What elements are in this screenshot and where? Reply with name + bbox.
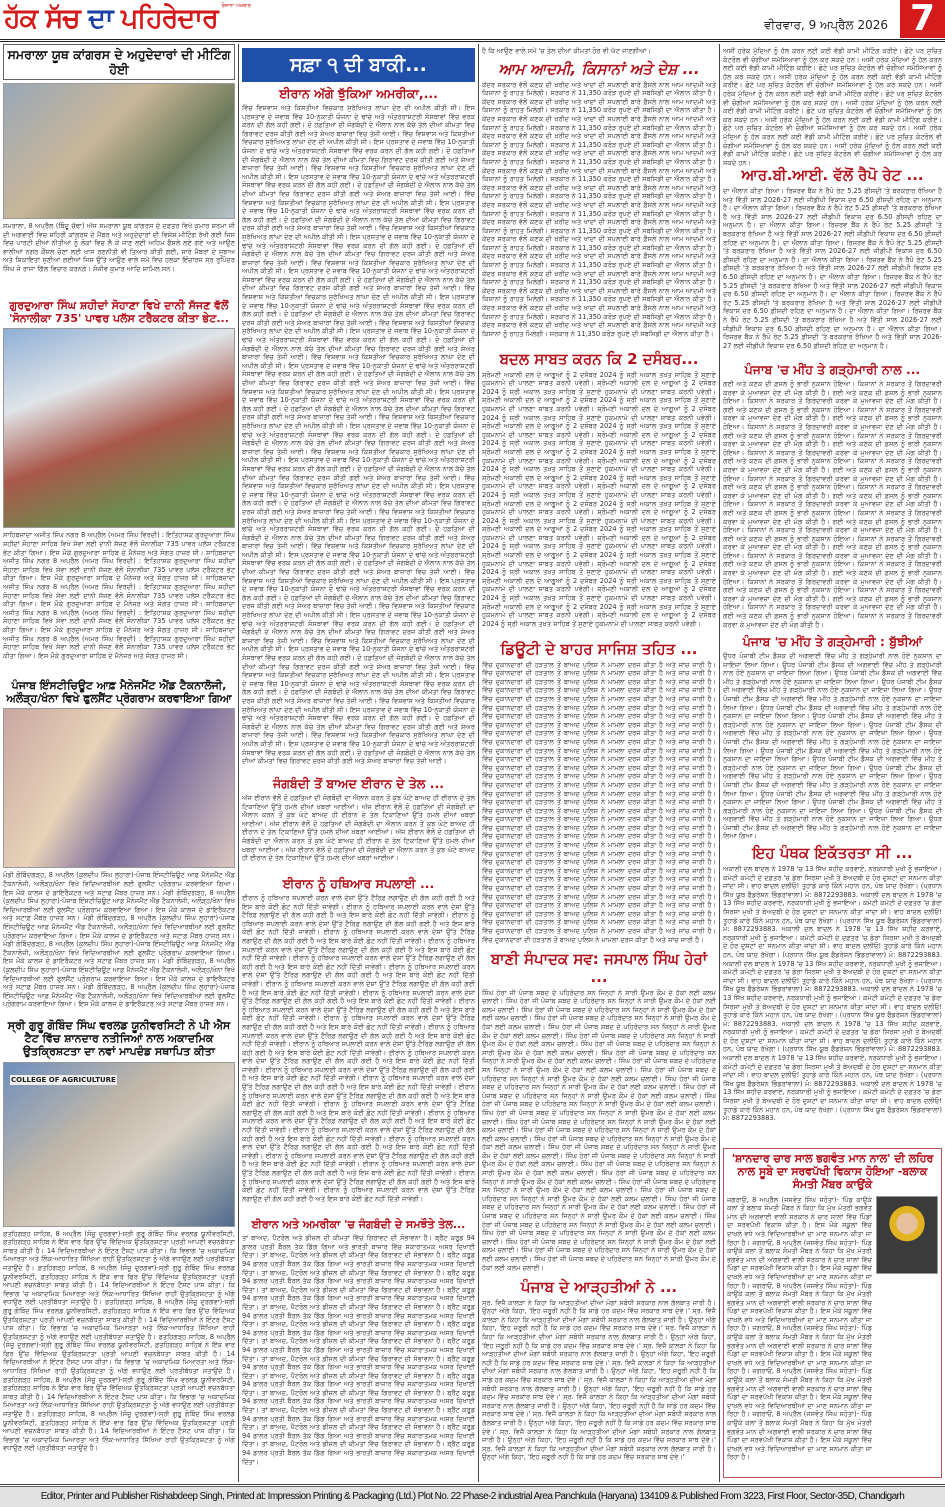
- article-body: ਸਮਰਾਲਾ, 8 ਅਪ੍ਰੈਲ (ਬਿੰਦੂ ਚੱਢਾ) ਅੱਜ ਸਮਰਾਲਾ ਯੂਥ ਕਾਂਗਰਸ ਦੇ ਦਫ਼ਤਰ ਵਿਖੇ ਕੁਮਾਰ ਸ਼ਰਮਾ ਜੀ ਦੀ ਅਗਵਾਈ ਵਿਚ ਸ਼ਹਿਰੀ ਕਾਂਗਰਸ ਦੇ ਮੈਂਬਰ ਅਤੇ ਅਹੁਦੇਦਾਰਾਂ ਦੀ ਵਿਸ਼ੇਸ਼ ਮੀਟਿੰਗ ਰੱਖੀ ਗਈ ਜਿਸ ਵਿਚ ਪਾਰਟੀ ਦੀਆਂ ਨੀਤੀਆਂ ਨੂੰ ਲੋਕਾਂ ਵਿਚ ਲੈ ਕੇ ਜਾਣ ਲਈ ਅਹਿਮ ਫੈਸਲੇ ਲਏ ਗਏ ਅਤੇ ਆਉਣ ਵਾਲੀਆਂ ਨਗਰ ਕੌਂਸਲ ਚੋਣਾਂ ਲਈ ਖਾਸ ਰਣਨੀਤੀ ਵੀ ਤਿਆਰ ਕੀਤੀ ਗਈ, ਸਾਰੇ ਮੈਂਬਰਾਂ ਦੇ ਸੁਝਾਅ ਅਤੇ ਸ਼ਿਕਾਇਤਾਂ ਸੁਣੀਆਂ ਗਈਆਂ ਜਿਸ ਉੱਤੇ ਆਉਣ ਵਾਲੇ ਸਮੇਂ ਵਿਚ ਹਲਕਾ ਇੰਚਾਰਜ ਸ੍ਰ ਰੁਪਿੰਦਰ ਸਿੰਘ ਜੋ ਰਾਜਾ ਗਿੱਲ ਵਿਚਾਰ ਕਰਨਗੇ। ਸੰਜੀਵ ਕੁਮਾਰ ਆਦਿ ਸ਼ਾਮਿਲ ਸਨ।: [3, 222, 235, 273]
- logo-tagline: ਰੋਜ਼ਾਨਾ ਅਖ਼ਬਾਰ: [221, 3, 251, 9]
- continued-block: [723, 44, 942, 166]
- column-divider: [719, 44, 720, 1482]
- article-duty-conspiracy: [482, 640, 716, 950]
- column-divider: [238, 44, 239, 1482]
- continued-text: ਅਸੀਂ ਹਰੇਕ ਮੁੱਦਿਆਂ ਨੂੰ ਹੱਲ ਕਰਨ ਲਈ ਕਈ ਵੱਡੀ ਕਾਮੀ ਮੀਟਿੰਗ ਕਰੀਏ। ਛੋਟੇ ਪਰ ਸੁਚਿਤ ਕੰਟਰੋਲ ਵੀ ਚੰਗੀਆਂ ਸਮੱਸਿਆਵਾਂ ਨੂੰ ਹੱਲ ਕਰ ਸਕਦੇ ਹਨ। ਅਸੀਂ ਹਰੇਕ ਮੁੱਦਿਆਂ ਨੂੰ ਹੱਲ ਕਰਨ ਲਈ ਕਈ ਵੱਡੀ ਕਾਮੀ ਮੀਟਿੰਗ ਕਰੀਏ। ਛੋਟੇ ਪਰ ਸੁਚਿਤ ਕੰਟਰੋਲ ਵੀ ਚੰਗੀਆਂ ਸਮੱਸਿਆਵਾਂ ਨੂੰ ਹੱਲ ਕਰ ਸਕਦੇ ਹਨ। ਅਸੀਂ ਹਰੇਕ ਮੁੱਦਿਆਂ ਨੂੰ ਹੱਲ ਕਰਨ ਲਈ ਕਈ ਵੱਡੀ ਕਾਮੀ ਮੀਟਿੰਗ ਕਰੀਏ। ਛੋਟੇ ਪਰ ਸੁਚਿਤ ਕੰਟਰੋਲ ਵੀ ਚੰਗੀਆਂ ਸਮੱਸਿਆਵਾਂ ਨੂੰ ਹੱਲ ਕਰ ਸਕਦੇ ਹਨ। ਅਸੀਂ ਹਰੇਕ ਮੁੱਦਿਆਂ ਨੂੰ ਹੱਲ ਕਰਨ ਲਈ ਕਈ ਵੱਡੀ ਕਾਮੀ ਮੀਟਿੰਗ ਕਰੀਏ। ਛੋਟੇ ਪਰ ਸੁਚਿਤ ਕੰਟਰੋਲ ਵੀ ਚੰਗੀਆਂ ਸਮੱਸਿਆਵਾਂ ਨੂੰ ਹੱਲ ਕਰ ਸਕਦੇ ਹਨ। ਅਸੀਂ ਹਰੇਕ ਮੁੱਦਿਆਂ ਨੂੰ ਹੱਲ ਕਰਨ ਲਈ ਕਈ ਵੱਡੀ ਕਾਮੀ ਮੀਟਿੰਗ ਕਰੀਏ। ਛੋਟੇ ਪਰ ਸੁਚਿਤ ਕੰਟਰੋਲ ਵੀ ਚੰਗੀਆਂ ਸਮੱਸਿਆਵਾਂ ਨੂੰ ਹੱਲ ਕਰ ਸਕਦੇ ਹਨ। ਅਸੀਂ ਹਰੇਕ ਮੁੱਦਿਆਂ ਨੂੰ ਹੱਲ ਕਰਨ ਲਈ ਕਈ ਵੱਡੀ ਕਾਮੀ ਮੀਟਿੰਗ ਕਰੀਏ। ਛੋਟੇ ਪਰ ਸੁਚਿਤ ਕੰਟਰੋਲ ਵੀ ਚੰਗੀਆਂ ਸਮੱਸਿਆਵਾਂ ਨੂੰ ਹੱਲ ਕਰ ਸਕਦੇ ਹਨ। ਅਸੀਂ ਹਰੇਕ ਮੁੱਦਿਆਂ ਨੂੰ ਹੱਲ ਕਰਨ ਲਈ ਕਈ ਵੱਡੀ ਕਾਮੀ ਮੀਟਿੰਗ ਕਰੀਏ। ਛੋਟੇ ਪਰ ਸੁਚਿਤ ਕੰਟਰੋਲ ਵੀ ਚੰਗੀਆਂ ਸਮੱਸਿਆਵਾਂ ਨੂੰ ਹੱਲ ਕਰ ਸਕਦੇ ਹਨ। ਅਸੀਂ ਹਰੇਕ ਮੁੱਦਿਆਂ ਨੂੰ ਹੱਲ ਕਰਨ ਲਈ ਕਈ ਵੱਡੀ ਕਾਮੀ ਮੀਟਿੰਗ ਕਰੀਏ। ਛੋਟੇ ਪਰ ਸੁਚਿਤ ਕੰਟਰੋਲ ਵੀ ਚੰਗੀਆਂ ਸਮੱਸਿਆਵਾਂ ਨੂੰ ਹੱਲ ਕਰ ਸਕਦੇ ਹਨ।: [723, 47, 942, 166]
- article-body: ਸ੍ਰ. ਵਿਜੈ ਕਾਲੜਾ ਨੇ ਕਿਹਾ ਕਿ ਆੜ੍ਹਤੀਆਂ ਦੀਆਂ ਮੰਗਾਂ ਸਬੰਧੀ ਸਰਕਾਰ ਨਾਲ ਗੱਲਬਾਤ ਜਾਰੀ ਹੈ। ਉਨ੍ਹਾਂ ਅੱਗੇ ਕਿਹਾ, 'ਇਹ ਜ਼ਰੂਰੀ ਨਹੀਂ ਹੈ ਕਿ ਸਾਡੇ ਹਰ ਕਦਮ ਵਿੱਚ ਸਰਕਾਰ ਸਾਥ ਦੇਵੇ।' ਸ੍ਰ. ਵਿਜੈ ਕਾਲੜਾ ਨੇ ਕਿਹਾ ਕਿ ਆੜ੍ਹਤੀਆਂ ਦੀਆਂ ਮੰਗਾਂ ਸਬੰਧੀ ਸਰਕਾਰ ਨਾਲ ਗੱਲਬਾਤ ਜਾਰੀ ਹੈ। ਉਨ੍ਹਾਂ ਅੱਗੇ ਕਿਹਾ, 'ਇਹ ਜ਼ਰੂਰੀ ਨਹੀਂ ਹੈ ਕਿ ਸਾਡੇ ਹਰ ਕਦਮ ਵਿੱਚ ਸਰਕਾਰ ਸਾਥ ਦੇਵੇ।' ਸ੍ਰ. ਵਿਜੈ ਕਾਲੜਾ ਨੇ ਕਿਹਾ ਕਿ ਆੜ੍ਹਤੀਆਂ ਦੀਆਂ ਮੰਗਾਂ ਸਬੰਧੀ ਸਰਕਾਰ ਨਾਲ ਗੱਲਬਾਤ ਜਾਰੀ ਹੈ। ਉਨ੍ਹਾਂ ਅੱਗੇ ਕਿਹਾ, 'ਇਹ ਜ਼ਰੂਰੀ ਨਹੀਂ ਹੈ ਕਿ ਸਾਡੇ ਹਰ ਕਦਮ ਵਿੱਚ ਸਰਕਾਰ ਸਾਥ ਦੇਵੇ।' ਸ੍ਰ. ਵਿਜੈ ਕਾਲੜਾ ਨੇ ਕਿਹਾ ਕਿ ਆੜ੍ਹਤੀਆਂ ਦੀਆਂ ਮੰਗਾਂ ਸਬੰਧੀ ਸਰਕਾਰ ਨਾਲ ਗੱਲਬਾਤ ਜਾਰੀ ਹੈ। ਉਨ੍ਹਾਂ ਅੱਗੇ ਕਿਹਾ, 'ਇਹ ਜ਼ਰੂਰੀ ਨਹੀਂ ਹੈ ਕਿ ਸਾਡੇ ਹਰ ਕਦਮ ਵਿੱਚ ਸਰਕਾਰ ਸਾਥ ਦੇਵੇ।' ਸ੍ਰ. ਵਿਜੈ ਕਾਲੜਾ ਨੇ ਕਿਹਾ ਕਿ ਆੜ੍ਹਤੀਆਂ ਦੀਆਂ ਮੰਗਾਂ ਸਬੰਧੀ ਸਰਕਾਰ ਨਾਲ ਗੱਲਬਾਤ ਜਾਰੀ ਹੈ। ਉਨ੍ਹਾਂ ਅੱਗੇ ਕਿਹਾ, 'ਇਹ ਜ਼ਰੂਰੀ ਨਹੀਂ ਹੈ ਕਿ ਸਾਡੇ ਹਰ ਕਦਮ ਵਿੱਚ ਸਰਕਾਰ ਸਾਥ ਦੇਵੇ।' ਸ੍ਰ. ਵਿਜੈ ਕਾਲੜਾ ਨੇ ਕਿਹਾ ਕਿ ਆੜ੍ਹਤੀਆਂ ਦੀਆਂ ਮੰਗਾਂ ਸਬੰਧੀ ਸਰਕਾਰ ਨਾਲ ਗੱਲਬਾਤ ਜਾਰੀ ਹੈ। ਉਨ੍ਹਾਂ ਅੱਗੇ ਕਿਹਾ, 'ਇਹ ਜ਼ਰੂਰੀ ਨਹੀਂ ਹੈ ਕਿ ਸਾਡੇ ਹਰ ਕਦਮ ਵਿੱਚ ਸਰਕਾਰ ਸਾਥ ਦੇਵੇ।' ਸ੍ਰ. ਵਿਜੈ ਕਾਲੜਾ ਨੇ ਕਿਹਾ ਕਿ ਆੜ੍ਹਤੀਆਂ ਦੀਆਂ ਮੰਗਾਂ ਸਬੰਧੀ ਸਰਕਾਰ ਨਾਲ ਗੱਲਬਾਤ ਜਾਰੀ ਹੈ। ਉਨ੍ਹਾਂ ਅੱਗੇ ਕਿਹਾ, 'ਇਹ ਜ਼ਰੂਰੀ ਨਹੀਂ ਹੈ ਕਿ ਸਾਡੇ ਹਰ ਕਦਮ ਵਿੱਚ ਸਰਕਾਰ ਸਾਥ ਦੇਵੇ।' ਸ੍ਰ. ਵਿਜੈ ਕਾਲੜਾ ਨੇ ਕਿਹਾ ਕਿ ਆੜ੍ਹਤੀਆਂ ਦੀਆਂ ਮੰਗਾਂ ਸਬੰਧੀ ਸਰਕਾਰ ਨਾਲ ਗੱਲਬਾਤ ਜਾਰੀ ਹੈ। ਉਨ੍ਹਾਂ ਅੱਗੇ ਕਿਹਾ, 'ਇਹ ਜ਼ਰੂਰੀ ਨਹੀਂ ਹੈ ਕਿ ਸਾਡੇ ਹਰ ਕਦਮ ਵਿੱਚ ਸਰਕਾਰ ਸਾਥ ਦੇਵੇ।' ਸ੍ਰ. ਵਿਜੈ ਕਾਲੜਾ ਨੇ ਕਿਹਾ ਕਿ ਆੜ੍ਹਤੀਆਂ ਦੀਆਂ ਮੰਗਾਂ ਸਬੰਧੀ ਸਰਕਾਰ ਨਾਲ ਗੱਲਬਾਤ ਜਾਰੀ ਹੈ। ਉਨ੍ਹਾਂ ਅੱਗੇ ਕਿਹਾ, 'ਇਹ ਜ਼ਰੂਰੀ ਨਹੀਂ ਹੈ ਕਿ ਸਾਡੇ ਹਰ ਕਦਮ ਵਿੱਚ ਸਰਕਾਰ ਸਾਥ ਦੇਵੇ।' ਸ੍ਰ. ਵਿਜੈ ਕਾਲੜਾ ਨੇ ਕਿਹਾ ਕਿ ਆੜ੍ਹਤੀਆਂ ਦੀਆਂ ਮੰਗਾਂ ਸਬੰਧੀ ਸਰਕਾਰ ਨਾਲ ਗੱਲਬਾਤ ਜਾਰੀ ਹੈ। ਉਨ੍ਹਾਂ ਅੱਗੇ ਕਿਹਾ, 'ਇਹ ਜ਼ਰੂਰੀ ਨਹੀਂ ਹੈ ਕਿ ਸਾਡੇ ਹਰ ਕਦਮ ਵਿੱਚ ਸਰਕਾਰ ਸਾਥ ਦੇਵੇ।': [482, 1298, 716, 1462]
- article-headline: ਗੁਰਦੁਆਰਾ ਸਿੰਘ ਸ਼ਹੀਦਾਂ ਸੋਹਾਣਾ ਵਿਖੇ ਦਾਨੀ ਸੱਜਣ ਵੱਲੋਂ 'ਸੋਨਾਲੀਕਾ 735' ਪਾਵਰ ਪਲੱਸ ਟਰੈਕਟਰ ਕੀਤਾ ਭੇਟ...: [9, 299, 229, 326]
- photo-signage: COLLEGE OF AGRICULTURE: [11, 1075, 116, 1084]
- article-headline: ਆਮ ਆਦਮੀ, ਕਿਸਾਨਾਂ ਅਤੇ ਦੇਸ਼ ...: [498, 59, 700, 78]
- page-number: 7: [900, 0, 945, 38]
- article-rain-hail: [723, 362, 942, 634]
- article-body: ਸਿੰਘ ਹੇਰਾਂ ਜੀ ਪੰਜਾਬ ਸ਼ਬਦ ਦੇ ਪਹਿਰੇਦਾਰ ਸਨ ਜਿਨ੍ਹਾਂ ਨੇ ਸਾਰੀ ਉਮਰ ਕੌਮ ਦੇ ਹੱਕਾਂ ਲਈ ਕਲਮ ਚਲਾਈ। ਸਿੰਘ ਹੇਰਾਂ ਜੀ ਪੰਜਾਬ ਸ਼ਬਦ ਦੇ ਪਹਿਰੇਦਾਰ ਸਨ ਜਿਨ੍ਹਾਂ ਨੇ ਸਾਰੀ ਉਮਰ ਕੌਮ ਦੇ ਹੱਕਾਂ ਲਈ ਕਲਮ ਚਲਾਈ। ਸਿੰਘ ਹੇਰਾਂ ਜੀ ਪੰਜਾਬ ਸ਼ਬਦ ਦੇ ਪਹਿਰੇਦਾਰ ਸਨ ਜਿਨ੍ਹਾਂ ਨੇ ਸਾਰੀ ਉਮਰ ਕੌਮ ਦੇ ਹੱਕਾਂ ਲਈ ਕਲਮ ਚਲਾਈ। ਸਿੰਘ ਹੇਰਾਂ ਜੀ ਪੰਜਾਬ ਸ਼ਬਦ ਦੇ ਪਹਿਰੇਦਾਰ ਸਨ ਜਿਨ੍ਹਾਂ ਨੇ ਸਾਰੀ ਉਮਰ ਕੌਮ ਦੇ ਹੱਕਾਂ ਲਈ ਕਲਮ ਚਲਾਈ। ਸਿੰਘ ਹੇਰਾਂ ਜੀ ਪੰਜਾਬ ਸ਼ਬਦ ਦੇ ਪਹਿਰੇਦਾਰ ਸਨ ਜਿਨ੍ਹਾਂ ਨੇ ਸਾਰੀ ਉਮਰ ਕੌਮ ਦੇ ਹੱਕਾਂ ਲਈ ਕਲਮ ਚਲਾਈ। ਸਿੰਘ ਹੇਰਾਂ ਜੀ ਪੰਜਾਬ ਸ਼ਬਦ ਦੇ ਪਹਿਰੇਦਾਰ ਸਨ ਜਿਨ੍ਹਾਂ ਨੇ ਸਾਰੀ ਉਮਰ ਕੌਮ ਦੇ ਹੱਕਾਂ ਲਈ ਕਲਮ ਚਲਾਈ। ਸਿੰਘ ਹੇਰਾਂ ਜੀ ਪੰਜਾਬ ਸ਼ਬਦ ਦੇ ਪਹਿਰੇਦਾਰ ਸਨ ਜਿਨ੍ਹਾਂ ਨੇ ਸਾਰੀ ਉਮਰ ਕੌਮ ਦੇ ਹੱਕਾਂ ਲਈ ਕਲਮ ਚਲਾਈ। ਸਿੰਘ ਹੇਰਾਂ ਜੀ ਪੰਜਾਬ ਸ਼ਬਦ ਦੇ ਪਹਿਰੇਦਾਰ ਸਨ ਜਿਨ੍ਹਾਂ ਨੇ ਸਾਰੀ ਉਮਰ ਕੌਮ ਦੇ ਹੱਕਾਂ ਲਈ ਕਲਮ ਚਲਾਈ। ਸਿੰਘ ਹੇਰਾਂ ਜੀ ਪੰਜਾਬ ਸ਼ਬਦ ਦੇ ਪਹਿਰੇਦਾਰ ਸਨ ਜਿਨ੍ਹਾਂ ਨੇ ਸਾਰੀ ਉਮਰ ਕੌਮ ਦੇ ਹੱਕਾਂ ਲਈ ਕਲਮ ਚਲਾਈ। ਸਿੰਘ ਹੇਰਾਂ ਜੀ ਪੰਜਾਬ ਸ਼ਬਦ ਦੇ ਪਹਿਰੇਦਾਰ ਸਨ ਜਿਨ੍ਹਾਂ ਨੇ ਸਾਰੀ ਉਮਰ ਕੌਮ ਦੇ ਹੱਕਾਂ ਲਈ ਕਲਮ ਚਲਾਈ। ਸਿੰਘ ਹੇਰਾਂ ਜੀ ਪੰਜਾਬ ਸ਼ਬਦ ਦੇ ਪਹਿਰੇਦਾਰ ਸਨ ਜਿਨ੍ਹਾਂ ਨੇ ਸਾਰੀ ਉਮਰ ਕੌਮ ਦੇ ਹੱਕਾਂ ਲਈ ਕਲਮ ਚਲਾਈ। ਸਿੰਘ ਹੇਰਾਂ ਜੀ ਪੰਜਾਬ ਸ਼ਬਦ ਦੇ ਪਹਿਰੇਦਾਰ ਸਨ ਜਿਨ੍ਹਾਂ ਨੇ ਸਾਰੀ ਉਮਰ ਕੌਮ ਦੇ ਹੱਕਾਂ ਲਈ ਕਲਮ ਚਲਾਈ। ਸਿੰਘ ਹੇਰਾਂ ਜੀ ਪੰਜਾਬ ਸ਼ਬਦ ਦੇ ਪਹਿਰੇਦਾਰ ਸਨ ਜਿਨ੍ਹਾਂ ਨੇ ਸਾਰੀ ਉਮਰ ਕੌਮ ਦੇ ਹੱਕਾਂ ਲਈ ਕਲਮ ਚਲਾਈ। ਸਿੰਘ ਹੇਰਾਂ ਜੀ ਪੰਜਾਬ ਸ਼ਬਦ ਦੇ ਪਹਿਰੇਦਾਰ ਸਨ ਜਿਨ੍ਹਾਂ ਨੇ ਸਾਰੀ ਉਮਰ ਕੌਮ ਦੇ ਹੱਕਾਂ ਲਈ ਕਲਮ ਚਲਾਈ। ਸਿੰਘ ਹੇਰਾਂ ਜੀ ਪੰਜਾਬ ਸ਼ਬਦ ਦੇ ਪਹਿਰੇਦਾਰ ਸਨ ਜਿਨ੍ਹਾਂ ਨੇ ਸਾਰੀ ਉਮਰ ਕੌਮ ਦੇ ਹੱਕਾਂ ਲਈ ਕਲਮ ਚਲਾਈ। ਸਿੰਘ ਹੇਰਾਂ ਜੀ ਪੰਜਾਬ ਸ਼ਬਦ ਦੇ ਪਹਿਰੇਦਾਰ ਸਨ ਜਿਨ੍ਹਾਂ ਨੇ ਸਾਰੀ ਉਮਰ ਕੌਮ ਦੇ ਹੱਕਾਂ ਲਈ ਕਲਮ ਚਲਾਈ। ਸਿੰਘ ਹੇਰਾਂ ਜੀ ਪੰਜਾਬ ਸ਼ਬਦ ਦੇ ਪਹਿਰੇਦਾਰ ਸਨ ਜਿਨ੍ਹਾਂ ਨੇ ਸਾਰੀ ਉਮਰ ਕੌਮ ਦੇ ਹੱਕਾਂ ਲਈ ਕਲਮ ਚਲਾਈ। ਸਿੰਘ ਹੇਰਾਂ ਜੀ ਪੰਜਾਬ ਸ਼ਬਦ ਦੇ ਪਹਿਰੇਦਾਰ ਸਨ ਜਿਨ੍ਹਾਂ ਨੇ ਸਾਰੀ ਉਮਰ ਕੌਮ ਦੇ ਹੱਕਾਂ ਲਈ ਕਲਮ ਚਲਾਈ। ਸਿੰਘ ਹੇਰਾਂ ਜੀ ਪੰਜਾਬ ਸ਼ਬਦ ਦੇ ਪਹਿਰੇਦਾਰ ਸਨ ਜਿਨ੍ਹਾਂ ਨੇ ਸਾਰੀ ਉਮਰ ਕੌਮ ਦੇ ਹੱਕਾਂ ਲਈ ਕਲਮ ਚਲਾਈ। ਸਿੰਘ ਹੇਰਾਂ ਜੀ ਪੰਜਾਬ ਸ਼ਬਦ ਦੇ ਪਹਿਰੇਦਾਰ ਸਨ ਜਿਨ੍ਹਾਂ ਨੇ ਸਾਰੀ ਉਮਰ ਕੌਮ ਦੇ ਹੱਕਾਂ ਲਈ ਕਲਮ ਚਲਾਈ। ਸਿੰਘ ਹੇਰਾਂ ਜੀ ਪੰਜਾਬ ਸ਼ਬਦ ਦੇ ਪਹਿਰੇਦਾਰ ਸਨ ਜਿਨ੍ਹਾਂ ਨੇ ਸਾਰੀ ਉਮਰ ਕੌਮ ਦੇ ਹੱਕਾਂ ਲਈ ਕਲਮ ਚਲਾਈ। ਸਿੰਘ ਹੇਰਾਂ ਜੀ ਪੰਜਾਬ ਸ਼ਬਦ ਦੇ ਪਹਿਰੇਦਾਰ ਸਨ ਜਿਨ੍ਹਾਂ ਨੇ ਸਾਰੀ ਉਮਰ ਕੌਮ ਦੇ ਹੱਕਾਂ ਲਈ ਕਲਮ ਚਲਾਈ। ਸਿੰਘ ਹੇਰਾਂ ਜੀ ਪੰਜਾਬ ਸ਼ਬਦ ਦੇ ਪਹਿਰੇਦਾਰ ਸਨ ਜਿਨ੍ਹਾਂ ਨੇ ਸਾਰੀ ਉਮਰ ਕੌਮ ਦੇ ਹੱਕਾਂ ਲਈ ਕਲਮ ਚਲਾਈ। ਸਿੰਘ ਹੇਰਾਂ ਜੀ ਪੰਜਾਬ ਸ਼ਬਦ ਦੇ ਪਹਿਰੇਦਾਰ ਸਨ ਜਿਨ੍ਹਾਂ ਨੇ ਸਾਰੀ ਉਮਰ ਕੌਮ ਦੇ ਹੱਕਾਂ ਲਈ ਕਲਮ ਚਲਾਈ। ਸਿੰਘ ਹੇਰਾਂ ਜੀ ਪੰਜਾਬ ਸ਼ਬਦ ਦੇ ਪਹਿਰੇਦਾਰ ਸਨ ਜਿਨ੍ਹਾਂ ਨੇ ਸਾਰੀ ਉਮਰ ਕੌਮ ਦੇ ਹੱਕਾਂ ਲਈ ਕਲਮ ਚਲਾਈ। ਸਿੰਘ ਹੇਰਾਂ ਜੀ ਪੰਜਾਬ ਸ਼ਬਦ ਦੇ ਪਹਿਰੇਦਾਰ ਸਨ ਜਿਨ੍ਹਾਂ ਨੇ ਸਾਰੀ ਉਮਰ ਕੌਮ ਦੇ ਹੱਕਾਂ ਲਈ ਕਲਮ ਚਲਾਈ। ਸਿੰਘ ਹੇਰਾਂ ਜੀ ਪੰਜਾਬ ਸ਼ਬਦ ਦੇ ਪਹਿਰੇਦਾਰ ਸਨ ਜਿਨ੍ਹਾਂ ਨੇ ਸਾਰੀ ਉਮਰ ਕੌਮ ਦੇ ਹੱਕਾਂ ਲਈ ਕਲਮ ਚਲਾਈ। ਸਿੰਘ ਹੇਰਾਂ ਜੀ ਪੰਜਾਬ ਸ਼ਬਦ ਦੇ ਪਹਿਰੇਦਾਰ ਸਨ ਜਿਨ੍ਹਾਂ ਨੇ ਸਾਰੀ ਉਮਰ ਕੌਮ ਦੇ ਹੱਕਾਂ ਲਈ ਕਲਮ ਚਲਾਈ। ਸਿੰਘ ਹੇਰਾਂ ਜੀ ਪੰਜਾਬ ਸ਼ਬਦ ਦੇ ਪਹਿਰੇਦਾਰ ਸਨ ਜਿਨ੍ਹਾਂ ਨੇ ਸਾਰੀ ਉਮਰ ਕੌਮ ਦੇ ਹੱਕਾਂ ਲਈ ਕਲਮ ਚਲਾਈ। ਸਿੰਘ ਹੇਰਾਂ ਜੀ ਪੰਜਾਬ ਸ਼ਬਦ ਦੇ ਪਹਿਰੇਦਾਰ ਸਨ ਜਿਨ੍ਹਾਂ ਨੇ ਸਾਰੀ ਉਮਰ ਕੌਮ ਦੇ ਹੱਕਾਂ ਲਈ ਕਲਮ ਚਲਾਈ।: [482, 988, 716, 1272]
- article-ceasefire-oil: [242, 1218, 475, 1476]
- article-body: ਵਿੱਚ ਦੁਕਾਨਦਾਰਾਂ ਦੀ ਹੜਤਾਲ ਤੋਂ ਬਾਅਦ ਪੁਲਿਸ ਨੇ ਮਾਮਲਾ ਦਰਜ ਕੀਤਾ ਹੈ ਅਤੇ ਜਾਂਚ ਜਾਰੀ ਹੈ। ਵਿੱਚ ਦੁਕਾਨਦਾਰਾਂ ਦੀ ਹੜਤਾਲ ਤੋਂ ਬਾਅਦ ਪੁਲਿਸ ਨੇ ਮਾਮਲਾ ਦਰਜ ਕੀਤਾ ਹੈ ਅਤੇ ਜਾਂਚ ਜਾਰੀ ਹੈ। ਵਿੱਚ ਦੁਕਾਨਦਾਰਾਂ ਦੀ ਹੜਤਾਲ ਤੋਂ ਬਾਅਦ ਪੁਲਿਸ ਨੇ ਮਾਮਲਾ ਦਰਜ ਕੀਤਾ ਹੈ ਅਤੇ ਜਾਂਚ ਜਾਰੀ ਹੈ। ਵਿੱਚ ਦੁਕਾਨਦਾਰਾਂ ਦੀ ਹੜਤਾਲ ਤੋਂ ਬਾਅਦ ਪੁਲਿਸ ਨੇ ਮਾਮਲਾ ਦਰਜ ਕੀਤਾ ਹੈ ਅਤੇ ਜਾਂਚ ਜਾਰੀ ਹੈ। ਵਿੱਚ ਦੁਕਾਨਦਾਰਾਂ ਦੀ ਹੜਤਾਲ ਤੋਂ ਬਾਅਦ ਪੁਲਿਸ ਨੇ ਮਾਮਲਾ ਦਰਜ ਕੀਤਾ ਹੈ ਅਤੇ ਜਾਂਚ ਜਾਰੀ ਹੈ। ਵਿੱਚ ਦੁਕਾਨਦਾਰਾਂ ਦੀ ਹੜਤਾਲ ਤੋਂ ਬਾਅਦ ਪੁਲਿਸ ਨੇ ਮਾਮਲਾ ਦਰਜ ਕੀਤਾ ਹੈ ਅਤੇ ਜਾਂਚ ਜਾਰੀ ਹੈ। ਵਿੱਚ ਦੁਕਾਨਦਾਰਾਂ ਦੀ ਹੜਤਾਲ ਤੋਂ ਬਾਅਦ ਪੁਲਿਸ ਨੇ ਮਾਮਲਾ ਦਰਜ ਕੀਤਾ ਹੈ ਅਤੇ ਜਾਂਚ ਜਾਰੀ ਹੈ। ਵਿੱਚ ਦੁਕਾਨਦਾਰਾਂ ਦੀ ਹੜਤਾਲ ਤੋਂ ਬਾਅਦ ਪੁਲਿਸ ਨੇ ਮਾਮਲਾ ਦਰਜ ਕੀਤਾ ਹੈ ਅਤੇ ਜਾਂਚ ਜਾਰੀ ਹੈ। ਵਿੱਚ ਦੁਕਾਨਦਾਰਾਂ ਦੀ ਹੜਤਾਲ ਤੋਂ ਬਾਅਦ ਪੁਲਿਸ ਨੇ ਮਾਮਲਾ ਦਰਜ ਕੀਤਾ ਹੈ ਅਤੇ ਜਾਂਚ ਜਾਰੀ ਹੈ। ਵਿੱਚ ਦੁਕਾਨਦਾਰਾਂ ਦੀ ਹੜਤਾਲ ਤੋਂ ਬਾਅਦ ਪੁਲਿਸ ਨੇ ਮਾਮਲਾ ਦਰਜ ਕੀਤਾ ਹੈ ਅਤੇ ਜਾਂਚ ਜਾਰੀ ਹੈ। ਵਿੱਚ ਦੁਕਾਨਦਾਰਾਂ ਦੀ ਹੜਤਾਲ ਤੋਂ ਬਾਅਦ ਪੁਲਿਸ ਨੇ ਮਾਮਲਾ ਦਰਜ ਕੀਤਾ ਹੈ ਅਤੇ ਜਾਂਚ ਜਾਰੀ ਹੈ। ਵਿੱਚ ਦੁਕਾਨਦਾਰਾਂ ਦੀ ਹੜਤਾਲ ਤੋਂ ਬਾਅਦ ਪੁਲਿਸ ਨੇ ਮਾਮਲਾ ਦਰਜ ਕੀਤਾ ਹੈ ਅਤੇ ਜਾਂਚ ਜਾਰੀ ਹੈ। ਵਿੱਚ ਦੁਕਾਨਦਾਰਾਂ ਦੀ ਹੜਤਾਲ ਤੋਂ ਬਾਅਦ ਪੁਲਿਸ ਨੇ ਮਾਮਲਾ ਦਰਜ ਕੀਤਾ ਹੈ ਅਤੇ ਜਾਂਚ ਜਾਰੀ ਹੈ। ਵਿੱਚ ਦੁਕਾਨਦਾਰਾਂ ਦੀ ਹੜਤਾਲ ਤੋਂ ਬਾਅਦ ਪੁਲਿਸ ਨੇ ਮਾਮਲਾ ਦਰਜ ਕੀਤਾ ਹੈ ਅਤੇ ਜਾਂਚ ਜਾਰੀ ਹੈ। ਵਿੱਚ ਦੁਕਾਨਦਾਰਾਂ ਦੀ ਹੜਤਾਲ ਤੋਂ ਬਾਅਦ ਪੁਲਿਸ ਨੇ ਮਾਮਲਾ ਦਰਜ ਕੀਤਾ ਹੈ ਅਤੇ ਜਾਂਚ ਜਾਰੀ ਹੈ। ਵਿੱਚ ਦੁਕਾਨਦਾਰਾਂ ਦੀ ਹੜਤਾਲ ਤੋਂ ਬਾਅਦ ਪੁਲਿਸ ਨੇ ਮਾਮਲਾ ਦਰਜ ਕੀਤਾ ਹੈ ਅਤੇ ਜਾਂਚ ਜਾਰੀ ਹੈ। ਵਿੱਚ ਦੁਕਾਨਦਾਰਾਂ ਦੀ ਹੜਤਾਲ ਤੋਂ ਬਾਅਦ ਪੁਲਿਸ ਨੇ ਮਾਮਲਾ ਦਰਜ ਕੀਤਾ ਹੈ ਅਤੇ ਜਾਂਚ ਜਾਰੀ ਹੈ। ਵਿੱਚ ਦੁਕਾਨਦਾਰਾਂ ਦੀ ਹੜਤਾਲ ਤੋਂ ਬਾਅਦ ਪੁਲਿਸ ਨੇ ਮਾਮਲਾ ਦਰਜ ਕੀਤਾ ਹੈ ਅਤੇ ਜਾਂਚ ਜਾਰੀ ਹੈ। ਵਿੱਚ ਦੁਕਾਨਦਾਰਾਂ ਦੀ ਹੜਤਾਲ ਤੋਂ ਬਾਅਦ ਪੁਲਿਸ ਨੇ ਮਾਮਲਾ ਦਰਜ ਕੀਤਾ ਹੈ ਅਤੇ ਜਾਂਚ ਜਾਰੀ ਹੈ। ਵਿੱਚ ਦੁਕਾਨਦਾਰਾਂ ਦੀ ਹੜਤਾਲ ਤੋਂ ਬਾਅਦ ਪੁਲਿਸ ਨੇ ਮਾਮਲਾ ਦਰਜ ਕੀਤਾ ਹੈ ਅਤੇ ਜਾਂਚ ਜਾਰੀ ਹੈ। ਵਿੱਚ ਦੁਕਾਨਦਾਰਾਂ ਦੀ ਹੜਤਾਲ ਤੋਂ ਬਾਅਦ ਪੁਲਿਸ ਨੇ ਮਾਮਲਾ ਦਰਜ ਕੀਤਾ ਹੈ ਅਤੇ ਜਾਂਚ ਜਾਰੀ ਹੈ। ਵਿੱਚ ਦੁਕਾਨਦਾਰਾਂ ਦੀ ਹੜਤਾਲ ਤੋਂ ਬਾਅਦ ਪੁਲਿਸ ਨੇ ਮਾਮਲਾ ਦਰਜ ਕੀਤਾ ਹੈ ਅਤੇ ਜਾਂਚ ਜਾਰੀ ਹੈ। ਵਿੱਚ ਦੁਕਾਨਦਾਰਾਂ ਦੀ ਹੜਤਾਲ ਤੋਂ ਬਾਅਦ ਪੁਲਿਸ ਨੇ ਮਾਮਲਾ ਦਰਜ ਕੀਤਾ ਹੈ ਅਤੇ ਜਾਂਚ ਜਾਰੀ ਹੈ। ਵਿੱਚ ਦੁਕਾਨਦਾਰਾਂ ਦੀ ਹੜਤਾਲ ਤੋਂ ਬਾਅਦ ਪੁਲਿਸ ਨੇ ਮਾਮਲਾ ਦਰਜ ਕੀਤਾ ਹੈ ਅਤੇ ਜਾਂਚ ਜਾਰੀ ਹੈ। ਵਿੱਚ ਦੁਕਾਨਦਾਰਾਂ ਦੀ ਹੜਤਾਲ ਤੋਂ ਬਾਅਦ ਪੁਲਿਸ ਨੇ ਮਾਮਲਾ ਦਰਜ ਕੀਤਾ ਹੈ ਅਤੇ ਜਾਂਚ ਜਾਰੀ ਹੈ। ਵਿੱਚ ਦੁਕਾਨਦਾਰਾਂ ਦੀ ਹੜਤਾਲ ਤੋਂ ਬਾਅਦ ਪੁਲਿਸ ਨੇ ਮਾਮਲਾ ਦਰਜ ਕੀਤਾ ਹੈ ਅਤੇ ਜਾਂਚ ਜਾਰੀ ਹੈ। ਵਿੱਚ ਦੁਕਾਨਦਾਰਾਂ ਦੀ ਹੜਤਾਲ ਤੋਂ ਬਾਅਦ ਪੁਲਿਸ ਨੇ ਮਾਮਲਾ ਦਰਜ ਕੀਤਾ ਹੈ ਅਤੇ ਜਾਂਚ ਜਾਰੀ ਹੈ। ਵਿੱਚ ਦੁਕਾਨਦਾਰਾਂ ਦੀ ਹੜਤਾਲ ਤੋਂ ਬਾਅਦ ਪੁਲਿਸ ਨੇ ਮਾਮਲਾ ਦਰਜ ਕੀਤਾ ਹੈ ਅਤੇ ਜਾਂਚ ਜਾਰੀ ਹੈ। ਵਿੱਚ ਦੁਕਾਨਦਾਰਾਂ ਦੀ ਹੜਤਾਲ ਤੋਂ ਬਾਅਦ ਪੁਲਿਸ ਨੇ ਮਾਮਲਾ ਦਰਜ ਕੀਤਾ ਹੈ ਅਤੇ ਜਾਂਚ ਜਾਰੀ ਹੈ। ਵਿੱਚ ਦੁਕਾਨਦਾਰਾਂ ਦੀ ਹੜਤਾਲ ਤੋਂ ਬਾਅਦ ਪੁਲਿਸ ਨੇ ਮਾਮਲਾ ਦਰਜ ਕੀਤਾ ਹੈ ਅਤੇ ਜਾਂਚ ਜਾਰੀ ਹੈ। ਵਿੱਚ ਦੁਕਾਨਦਾਰਾਂ ਦੀ ਹੜਤਾਲ ਤੋਂ ਬਾਅਦ ਪੁਲਿਸ ਨੇ ਮਾਮਲਾ ਦਰਜ ਕੀਤਾ ਹੈ ਅਤੇ ਜਾਂਚ ਜਾਰੀ ਹੈ। ਵਿੱਚ ਦੁਕਾਨਦਾਰਾਂ ਦੀ ਹੜਤਾਲ ਤੋਂ ਬਾਅਦ ਪੁਲਿਸ ਨੇ ਮਾਮਲਾ ਦਰਜ ਕੀਤਾ ਹੈ ਅਤੇ ਜਾਂਚ ਜਾਰੀ ਹੈ। ਵਿੱਚ ਦੁਕਾਨਦਾਰਾਂ ਦੀ ਹੜਤਾਲ ਤੋਂ ਬਾਅਦ ਪੁਲਿਸ ਨੇ ਮਾਮਲਾ ਦਰਜ ਕੀਤਾ ਹੈ ਅਤੇ ਜਾਂਚ ਜਾਰੀ ਹੈ।: [482, 660, 716, 944]
- article-headline: ਪੰਜਾਬ 'ਚ ਮੀਂਹ ਤੇ ਗੜ੍ਹੇਮਾਰੀ : ਬੁੱਝੀਆਂ: [742, 634, 923, 649]
- header-rule: [0, 39, 945, 42]
- article-panthic-gathering: [723, 844, 942, 1144]
- logo-text-mid: ਦਾ: [87, 3, 113, 34]
- article-photo: [3, 83, 235, 219]
- article-kaunke: [723, 1148, 942, 1478]
- article-body: ਕੇਂਦਰ ਸਰਕਾਰ ਵੱਲੋਂ ਕਣਕ ਦੀ ਖ਼ਰੀਦ ਅਤੇ ਖਾਦਾਂ ਦੀ ਸਪਲਾਈ ਬਾਰੇ ਫ਼ੈਸਲੇ ਨਾਲ ਆਮ ਆਦਮੀ ਅਤੇ ਕਿਸਾਨਾਂ ਨੂੰ ਰਾਹਤ ਮਿਲੇਗੀ। ਸਰਕਾਰ ਨੇ 11,350 ਕਰੋੜ ਰੁਪਏ ਦੀ ਸਬਸਿਡੀ ਦਾ ਐਲਾਨ ਕੀਤਾ ਹੈ। ਕੇਂਦਰ ਸਰਕਾਰ ਵੱਲੋਂ ਕਣਕ ਦੀ ਖ਼ਰੀਦ ਅਤੇ ਖਾਦਾਂ ਦੀ ਸਪਲਾਈ ਬਾਰੇ ਫ਼ੈਸਲੇ ਨਾਲ ਆਮ ਆਦਮੀ ਅਤੇ ਕਿਸਾਨਾਂ ਨੂੰ ਰਾਹਤ ਮਿਲੇਗੀ। ਸਰਕਾਰ ਨੇ 11,350 ਕਰੋੜ ਰੁਪਏ ਦੀ ਸਬਸਿਡੀ ਦਾ ਐਲਾਨ ਕੀਤਾ ਹੈ। ਕੇਂਦਰ ਸਰਕਾਰ ਵੱਲੋਂ ਕਣਕ ਦੀ ਖ਼ਰੀਦ ਅਤੇ ਖਾਦਾਂ ਦੀ ਸਪਲਾਈ ਬਾਰੇ ਫ਼ੈਸਲੇ ਨਾਲ ਆਮ ਆਦਮੀ ਅਤੇ ਕਿਸਾਨਾਂ ਨੂੰ ਰਾਹਤ ਮਿਲੇਗੀ। ਸਰਕਾਰ ਨੇ 11,350 ਕਰੋੜ ਰੁਪਏ ਦੀ ਸਬਸਿਡੀ ਦਾ ਐਲਾਨ ਕੀਤਾ ਹੈ। ਕੇਂਦਰ ਸਰਕਾਰ ਵੱਲੋਂ ਕਣਕ ਦੀ ਖ਼ਰੀਦ ਅਤੇ ਖਾਦਾਂ ਦੀ ਸਪਲਾਈ ਬਾਰੇ ਫ਼ੈਸਲੇ ਨਾਲ ਆਮ ਆਦਮੀ ਅਤੇ ਕਿਸਾਨਾਂ ਨੂੰ ਰਾਹਤ ਮਿਲੇਗੀ। ਸਰਕਾਰ ਨੇ 11,350 ਕਰੋੜ ਰੁਪਏ ਦੀ ਸਬਸਿਡੀ ਦਾ ਐਲਾਨ ਕੀਤਾ ਹੈ। ਕੇਂਦਰ ਸਰਕਾਰ ਵੱਲੋਂ ਕਣਕ ਦੀ ਖ਼ਰੀਦ ਅਤੇ ਖਾਦਾਂ ਦੀ ਸਪਲਾਈ ਬਾਰੇ ਫ਼ੈਸਲੇ ਨਾਲ ਆਮ ਆਦਮੀ ਅਤੇ ਕਿਸਾਨਾਂ ਨੂੰ ਰਾਹਤ ਮਿਲੇਗੀ। ਸਰਕਾਰ ਨੇ 11,350 ਕਰੋੜ ਰੁਪਏ ਦੀ ਸਬਸਿਡੀ ਦਾ ਐਲਾਨ ਕੀਤਾ ਹੈ। ਕੇਂਦਰ ਸਰਕਾਰ ਵੱਲੋਂ ਕਣਕ ਦੀ ਖ਼ਰੀਦ ਅਤੇ ਖਾਦਾਂ ਦੀ ਸਪਲਾਈ ਬਾਰੇ ਫ਼ੈਸਲੇ ਨਾਲ ਆਮ ਆਦਮੀ ਅਤੇ ਕਿਸਾਨਾਂ ਨੂੰ ਰਾਹਤ ਮਿਲੇਗੀ। ਸਰਕਾਰ ਨੇ 11,350 ਕਰੋੜ ਰੁਪਏ ਦੀ ਸਬਸਿਡੀ ਦਾ ਐਲਾਨ ਕੀਤਾ ਹੈ। ਕੇਂਦਰ ਸਰਕਾਰ ਵੱਲੋਂ ਕਣਕ ਦੀ ਖ਼ਰੀਦ ਅਤੇ ਖਾਦਾਂ ਦੀ ਸਪਲਾਈ ਬਾਰੇ ਫ਼ੈਸਲੇ ਨਾਲ ਆਮ ਆਦਮੀ ਅਤੇ ਕਿਸਾਨਾਂ ਨੂੰ ਰਾਹਤ ਮਿਲੇਗੀ। ਸਰਕਾਰ ਨੇ 11,350 ਕਰੋੜ ਰੁਪਏ ਦੀ ਸਬਸਿਡੀ ਦਾ ਐਲਾਨ ਕੀਤਾ ਹੈ। ਕੇਂਦਰ ਸਰਕਾਰ ਵੱਲੋਂ ਕਣਕ ਦੀ ਖ਼ਰੀਦ ਅਤੇ ਖਾਦਾਂ ਦੀ ਸਪਲਾਈ ਬਾਰੇ ਫ਼ੈਸਲੇ ਨਾਲ ਆਮ ਆਦਮੀ ਅਤੇ ਕਿਸਾਨਾਂ ਨੂੰ ਰਾਹਤ ਮਿਲੇਗੀ। ਸਰਕਾਰ ਨੇ 11,350 ਕਰੋੜ ਰੁਪਏ ਦੀ ਸਬਸਿਡੀ ਦਾ ਐਲਾਨ ਕੀਤਾ ਹੈ। ਕੇਂਦਰ ਸਰਕਾਰ ਵੱਲੋਂ ਕਣਕ ਦੀ ਖ਼ਰੀਦ ਅਤੇ ਖਾਦਾਂ ਦੀ ਸਪਲਾਈ ਬਾਰੇ ਫ਼ੈਸਲੇ ਨਾਲ ਆਮ ਆਦਮੀ ਅਤੇ ਕਿਸਾਨਾਂ ਨੂੰ ਰਾਹਤ ਮਿਲੇਗੀ। ਸਰਕਾਰ ਨੇ 11,350 ਕਰੋੜ ਰੁਪਏ ਦੀ ਸਬਸਿਡੀ ਦਾ ਐਲਾਨ ਕੀਤਾ ਹੈ। ਕੇਂਦਰ ਸਰਕਾਰ ਵੱਲੋਂ ਕਣਕ ਦੀ ਖ਼ਰੀਦ ਅਤੇ ਖਾਦਾਂ ਦੀ ਸਪਲਾਈ ਬਾਰੇ ਫ਼ੈਸਲੇ ਨਾਲ ਆਮ ਆਦਮੀ ਅਤੇ ਕਿਸਾਨਾਂ ਨੂੰ ਰਾਹਤ ਮਿਲੇਗੀ। ਸਰਕਾਰ ਨੇ 11,350 ਕਰੋੜ ਰੁਪਏ ਦੀ ਸਬਸਿਡੀ ਦਾ ਐਲਾਨ ਕੀਤਾ ਹੈ। ਕੇਂਦਰ ਸਰਕਾਰ ਵੱਲੋਂ ਕਣਕ ਦੀ ਖ਼ਰੀਦ ਅਤੇ ਖਾਦਾਂ ਦੀ ਸਪਲਾਈ ਬਾਰੇ ਫ਼ੈਸਲੇ ਨਾਲ ਆਮ ਆਦਮੀ ਅਤੇ ਕਿਸਾਨਾਂ ਨੂੰ ਰਾਹਤ ਮਿਲੇਗੀ। ਸਰਕਾਰ ਨੇ 11,350 ਕਰੋੜ ਰੁਪਏ ਦੀ ਸਬਸਿਡੀ ਦਾ ਐਲਾਨ ਕੀਤਾ ਹੈ। ਕੇਂਦਰ ਸਰਕਾਰ ਵੱਲੋਂ ਕਣਕ ਦੀ ਖ਼ਰੀਦ ਅਤੇ ਖਾਦਾਂ ਦੀ ਸਪਲਾਈ ਬਾਰੇ ਫ਼ੈਸਲੇ ਨਾਲ ਆਮ ਆਦਮੀ ਅਤੇ ਕਿਸਾਨਾਂ ਨੂੰ ਰਾਹਤ ਮਿਲੇਗੀ। ਸਰਕਾਰ ਨੇ 11,350 ਕਰੋੜ ਰੁਪਏ ਦੀ ਸਬਸਿਡੀ ਦਾ ਐਲਾਨ ਕੀਤਾ ਹੈ। ਕੇਂਦਰ ਸਰਕਾਰ ਵੱਲੋਂ ਕਣਕ ਦੀ ਖ਼ਰੀਦ ਅਤੇ ਖਾਦਾਂ ਦੀ ਸਪਲਾਈ ਬਾਰੇ ਫ਼ੈਸਲੇ ਨਾਲ ਆਮ ਆਦਮੀ ਅਤੇ ਕਿਸਾਨਾਂ ਨੂੰ ਰਾਹਤ ਮਿਲੇਗੀ। ਸਰਕਾਰ ਨੇ 11,350 ਕਰੋੜ ਰੁਪਏ ਦੀ ਸਬਸਿਡੀ ਦਾ ਐਲਾਨ ਕੀਤਾ ਹੈ। ਕੇਂਦਰ ਸਰਕਾਰ ਵੱਲੋਂ ਕਣਕ ਦੀ ਖ਼ਰੀਦ ਅਤੇ ਖਾਦਾਂ ਦੀ ਸਪਲਾਈ ਬਾਰੇ ਫ਼ੈਸਲੇ ਨਾਲ ਆਮ ਆਦਮੀ ਅਤੇ ਕਿਸਾਨਾਂ ਨੂੰ ਰਾਹਤ ਮਿਲੇਗੀ। ਸਰਕਾਰ ਨੇ 11,350 ਕਰੋੜ ਰੁਪਏ ਦੀ ਸਬਸਿਡੀ ਦਾ ਐਲਾਨ ਕੀਤਾ ਹੈ। ਕੇਂਦਰ ਸਰਕਾਰ ਵੱਲੋਂ ਕਣਕ ਦੀ ਖ਼ਰੀਦ ਅਤੇ ਖਾਦਾਂ ਦੀ ਸਪਲਾਈ ਬਾਰੇ ਫ਼ੈਸਲੇ ਨਾਲ ਆਮ ਆਦਮੀ ਅਤੇ ਕਿਸਾਨਾਂ ਨੂੰ ਰਾਹਤ ਮਿਲੇਗੀ। ਸਰਕਾਰ ਨੇ 11,350 ਕਰੋੜ ਰੁਪਏ ਦੀ ਸਬਸਿਡੀ ਦਾ ਐਲਾਨ ਕੀਤਾ ਹੈ।: [482, 80, 716, 338]
- article-arhtiyas: [482, 1278, 716, 1468]
- newspaper-logo-group: [4, 3, 251, 35]
- article-sohana-tractor: [3, 299, 235, 679]
- article-body: ਦਾ ਐਲਾਨ ਕੀਤਾ ਗਿਆ। ਰਿਜ਼ਰਵ ਬੈਂਕ ਨੇ ਰੈਪੋ ਰੇਟ 5.25 ਫ਼ੀਸਦੀ 'ਤੇ ਬਰਕਰਾਰ ਰੱਖਿਆ ਹੈ ਅਤੇ ਵਿੱਤੀ ਸਾਲ 2026-27 ਲਈ ਜੀਡੀਪੀ ਵਿਕਾਸ ਦਰ 6.50 ਫ਼ੀਸਦੀ ਰਹਿਣ ਦਾ ਅਨੁਮਾਨ ਹੈ। ਦਾ ਐਲਾਨ ਕੀਤਾ ਗਿਆ। ਰਿਜ਼ਰਵ ਬੈਂਕ ਨੇ ਰੈਪੋ ਰੇਟ 5.25 ਫ਼ੀਸਦੀ 'ਤੇ ਬਰਕਰਾਰ ਰੱਖਿਆ ਹੈ ਅਤੇ ਵਿੱਤੀ ਸਾਲ 2026-27 ਲਈ ਜੀਡੀਪੀ ਵਿਕਾਸ ਦਰ 6.50 ਫ਼ੀਸਦੀ ਰਹਿਣ ਦਾ ਅਨੁਮਾਨ ਹੈ। ਦਾ ਐਲਾਨ ਕੀਤਾ ਗਿਆ। ਰਿਜ਼ਰਵ ਬੈਂਕ ਨੇ ਰੈਪੋ ਰੇਟ 5.25 ਫ਼ੀਸਦੀ 'ਤੇ ਬਰਕਰਾਰ ਰੱਖਿਆ ਹੈ ਅਤੇ ਵਿੱਤੀ ਸਾਲ 2026-27 ਲਈ ਜੀਡੀਪੀ ਵਿਕਾਸ ਦਰ 6.50 ਫ਼ੀਸਦੀ ਰਹਿਣ ਦਾ ਅਨੁਮਾਨ ਹੈ। ਦਾ ਐਲਾਨ ਕੀਤਾ ਗਿਆ। ਰਿਜ਼ਰਵ ਬੈਂਕ ਨੇ ਰੈਪੋ ਰੇਟ 5.25 ਫ਼ੀਸਦੀ 'ਤੇ ਬਰਕਰਾਰ ਰੱਖਿਆ ਹੈ ਅਤੇ ਵਿੱਤੀ ਸਾਲ 2026-27 ਲਈ ਜੀਡੀਪੀ ਵਿਕਾਸ ਦਰ 6.50 ਫ਼ੀਸਦੀ ਰਹਿਣ ਦਾ ਅਨੁਮਾਨ ਹੈ। ਦਾ ਐਲਾਨ ਕੀਤਾ ਗਿਆ। ਰਿਜ਼ਰਵ ਬੈਂਕ ਨੇ ਰੈਪੋ ਰੇਟ 5.25 ਫ਼ੀਸਦੀ 'ਤੇ ਬਰਕਰਾਰ ਰੱਖਿਆ ਹੈ ਅਤੇ ਵਿੱਤੀ ਸਾਲ 2026-27 ਲਈ ਜੀਡੀਪੀ ਵਿਕਾਸ ਦਰ 6.50 ਫ਼ੀਸਦੀ ਰਹਿਣ ਦਾ ਅਨੁਮਾਨ ਹੈ। ਦਾ ਐਲਾਨ ਕੀਤਾ ਗਿਆ। ਰਿਜ਼ਰਵ ਬੈਂਕ ਨੇ ਰੈਪੋ ਰੇਟ 5.25 ਫ਼ੀਸਦੀ 'ਤੇ ਬਰਕਰਾਰ ਰੱਖਿਆ ਹੈ ਅਤੇ ਵਿੱਤੀ ਸਾਲ 2026-27 ਲਈ ਜੀਡੀਪੀ ਵਿਕਾਸ ਦਰ 6.50 ਫ਼ੀਸਦੀ ਰਹਿਣ ਦਾ ਅਨੁਮਾਨ ਹੈ। ਦਾ ਐਲਾਨ ਕੀਤਾ ਗਿਆ। ਰਿਜ਼ਰਵ ਬੈਂਕ ਨੇ ਰੈਪੋ ਰੇਟ 5.25 ਫ਼ੀਸਦੀ 'ਤੇ ਬਰਕਰਾਰ ਰੱਖਿਆ ਹੈ ਅਤੇ ਵਿੱਤੀ ਸਾਲ 2026-27 ਲਈ ਜੀਡੀਪੀ ਵਿਕਾਸ ਦਰ 6.50 ਫ਼ੀਸਦੀ ਰਹਿਣ ਦਾ ਅਨੁਮਾਨ ਹੈ। ਦਾ ਐਲਾਨ ਕੀਤਾ ਗਿਆ। ਰਿਜ਼ਰਵ ਬੈਂਕ ਨੇ ਰੈਪੋ ਰੇਟ 5.25 ਫ਼ੀਸਦੀ 'ਤੇ ਬਰਕਰਾਰ ਰੱਖਿਆ ਹੈ ਅਤੇ ਵਿੱਤੀ ਸਾਲ 2026-27 ਲਈ ਜੀਡੀਪੀ ਵਿਕਾਸ ਦਰ 6.50 ਫ਼ੀਸਦੀ ਰਹਿਣ ਦਾ ਅਨੁਮਾਨ ਹੈ। ਦਾ ਐਲਾਨ ਕੀਤਾ ਗਿਆ। ਰਿਜ਼ਰਵ ਬੈਂਕ ਨੇ ਰੈਪੋ ਰੇਟ 5.25 ਫ਼ੀਸਦੀ 'ਤੇ ਬਰਕਰਾਰ ਰੱਖਿਆ ਹੈ ਅਤੇ ਵਿੱਤੀ ਸਾਲ 2026-27 ਲਈ ਜੀਡੀਪੀ ਵਿਕਾਸ ਦਰ 6.50 ਫ਼ੀਸਦੀ ਰਹਿਣ ਦਾ ਅਨੁਮਾਨ ਹੈ।: [723, 187, 942, 350]
- article-body: ਈਰਾਨ ਨੂੰ ਹਥਿਆਰ ਸਪਲਾਈ ਕਰਨ ਵਾਲੇ ਦੇਸ਼ਾਂ ਉੱਤੇ ਟੈਰਿਫ਼ ਲਗਾਉਣ ਦੀ ਗੱਲ ਕਹੀ ਗਈ ਹੈ ਅਤੇ ਇਸ ਬਾਰੇ ਕੋਈ ਛੋਟ ਨਹੀਂ ਦਿੱਤੀ ਜਾਵੇਗੀ। ਈਰਾਨ ਨੂੰ ਹਥਿਆਰ ਸਪਲਾਈ ਕਰਨ ਵਾਲੇ ਦੇਸ਼ਾਂ ਉੱਤੇ ਟੈਰਿਫ਼ ਲਗਾਉਣ ਦੀ ਗੱਲ ਕਹੀ ਗਈ ਹੈ ਅਤੇ ਇਸ ਬਾਰੇ ਕੋਈ ਛੋਟ ਨਹੀਂ ਦਿੱਤੀ ਜਾਵੇਗੀ। ਈਰਾਨ ਨੂੰ ਹਥਿਆਰ ਸਪਲਾਈ ਕਰਨ ਵਾਲੇ ਦੇਸ਼ਾਂ ਉੱਤੇ ਟੈਰਿਫ਼ ਲਗਾਉਣ ਦੀ ਗੱਲ ਕਹੀ ਗਈ ਹੈ ਅਤੇ ਇਸ ਬਾਰੇ ਕੋਈ ਛੋਟ ਨਹੀਂ ਦਿੱਤੀ ਜਾਵੇਗੀ। ਈਰਾਨ ਨੂੰ ਹਥਿਆਰ ਸਪਲਾਈ ਕਰਨ ਵਾਲੇ ਦੇਸ਼ਾਂ ਉੱਤੇ ਟੈਰਿਫ਼ ਲਗਾਉਣ ਦੀ ਗੱਲ ਕਹੀ ਗਈ ਹੈ ਅਤੇ ਇਸ ਬਾਰੇ ਕੋਈ ਛੋਟ ਨਹੀਂ ਦਿੱਤੀ ਜਾਵੇਗੀ। ਈਰਾਨ ਨੂੰ ਹਥਿਆਰ ਸਪਲਾਈ ਕਰਨ ਵਾਲੇ ਦੇਸ਼ਾਂ ਉੱਤੇ ਟੈਰਿਫ਼ ਲਗਾਉਣ ਦੀ ਗੱਲ ਕਹੀ ਗਈ ਹੈ ਅਤੇ ਇਸ ਬਾਰੇ ਕੋਈ ਛੋਟ ਨਹੀਂ ਦਿੱਤੀ ਜਾਵੇਗੀ। ਈਰਾਨ ਨੂੰ ਹਥਿਆਰ ਸਪਲਾਈ ਕਰਨ ਵਾਲੇ ਦੇਸ਼ਾਂ ਉੱਤੇ ਟੈਰਿਫ਼ ਲਗਾਉਣ ਦੀ ਗੱਲ ਕਹੀ ਗਈ ਹੈ ਅਤੇ ਇਸ ਬਾਰੇ ਕੋਈ ਛੋਟ ਨਹੀਂ ਦਿੱਤੀ ਜਾਵੇਗੀ। ਈਰਾਨ ਨੂੰ ਹਥਿਆਰ ਸਪਲਾਈ ਕਰਨ ਵਾਲੇ ਦੇਸ਼ਾਂ ਉੱਤੇ ਟੈਰਿਫ਼ ਲਗਾਉਣ ਦੀ ਗੱਲ ਕਹੀ ਗਈ ਹੈ ਅਤੇ ਇਸ ਬਾਰੇ ਕੋਈ ਛੋਟ ਨਹੀਂ ਦਿੱਤੀ ਜਾਵੇਗੀ। ਈਰਾਨ ਨੂੰ ਹਥਿਆਰ ਸਪਲਾਈ ਕਰਨ ਵਾਲੇ ਦੇਸ਼ਾਂ ਉੱਤੇ ਟੈਰਿਫ਼ ਲਗਾਉਣ ਦੀ ਗੱਲ ਕਹੀ ਗਈ ਹੈ ਅਤੇ ਇਸ ਬਾਰੇ ਕੋਈ ਛੋਟ ਨਹੀਂ ਦਿੱਤੀ ਜਾਵੇਗੀ। ਈਰਾਨ ਨੂੰ ਹਥਿਆਰ ਸਪਲਾਈ ਕਰਨ ਵਾਲੇ ਦੇਸ਼ਾਂ ਉੱਤੇ ਟੈਰਿਫ਼ ਲਗਾਉਣ ਦੀ ਗੱਲ ਕਹੀ ਗਈ ਹੈ ਅਤੇ ਇਸ ਬਾਰੇ ਕੋਈ ਛੋਟ ਨਹੀਂ ਦਿੱਤੀ ਜਾਵੇਗੀ। ਈਰਾਨ ਨੂੰ ਹਥਿਆਰ ਸਪਲਾਈ ਕਰਨ ਵਾਲੇ ਦੇਸ਼ਾਂ ਉੱਤੇ ਟੈਰਿਫ਼ ਲਗਾਉਣ ਦੀ ਗੱਲ ਕਹੀ ਗਈ ਹੈ ਅਤੇ ਇਸ ਬਾਰੇ ਕੋਈ ਛੋਟ ਨਹੀਂ ਦਿੱਤੀ ਜਾਵੇਗੀ। ਈਰਾਨ ਨੂੰ ਹਥਿਆਰ ਸਪਲਾਈ ਕਰਨ ਵਾਲੇ ਦੇਸ਼ਾਂ ਉੱਤੇ ਟੈਰਿਫ਼ ਲਗਾਉਣ ਦੀ ਗੱਲ ਕਹੀ ਗਈ ਹੈ ਅਤੇ ਇਸ ਬਾਰੇ ਕੋਈ ਛੋਟ ਨਹੀਂ ਦਿੱਤੀ ਜਾਵੇਗੀ। ਈਰਾਨ ਨੂੰ ਹਥਿਆਰ ਸਪਲਾਈ ਕਰਨ ਵਾਲੇ ਦੇਸ਼ਾਂ ਉੱਤੇ ਟੈਰਿਫ਼ ਲਗਾਉਣ ਦੀ ਗੱਲ ਕਹੀ ਗਈ ਹੈ ਅਤੇ ਇਸ ਬਾਰੇ ਕੋਈ ਛੋਟ ਨਹੀਂ ਦਿੱਤੀ ਜਾਵੇਗੀ। ਈਰਾਨ ਨੂੰ ਹਥਿਆਰ ਸਪਲਾਈ ਕਰਨ ਵਾਲੇ ਦੇਸ਼ਾਂ ਉੱਤੇ ਟੈਰਿਫ਼ ਲਗਾਉਣ ਦੀ ਗੱਲ ਕਹੀ ਗਈ ਹੈ ਅਤੇ ਇਸ ਬਾਰੇ ਕੋਈ ਛੋਟ ਨਹੀਂ ਦਿੱਤੀ ਜਾਵੇਗੀ। ਈਰਾਨ ਨੂੰ ਹਥਿਆਰ ਸਪਲਾਈ ਕਰਨ ਵਾਲੇ ਦੇਸ਼ਾਂ ਉੱਤੇ ਟੈਰਿਫ਼ ਲਗਾਉਣ ਦੀ ਗੱਲ ਕਹੀ ਗਈ ਹੈ ਅਤੇ ਇਸ ਬਾਰੇ ਕੋਈ ਛੋਟ ਨਹੀਂ ਦਿੱਤੀ ਜਾਵੇਗੀ। ਈਰਾਨ ਨੂੰ ਹਥਿਆਰ ਸਪਲਾਈ ਕਰਨ ਵਾਲੇ ਦੇਸ਼ਾਂ ਉੱਤੇ ਟੈਰਿਫ਼ ਲਗਾਉਣ ਦੀ ਗੱਲ ਕਹੀ ਗਈ ਹੈ ਅਤੇ ਇਸ ਬਾਰੇ ਕੋਈ ਛੋਟ ਨਹੀਂ ਦਿੱਤੀ ਜਾਵੇਗੀ। ਈਰਾਨ ਨੂੰ ਹਥਿਆਰ ਸਪਲਾਈ ਕਰਨ ਵਾਲੇ ਦੇਸ਼ਾਂ ਉੱਤੇ ਟੈਰਿਫ਼ ਲਗਾਉਣ ਦੀ ਗੱਲ ਕਹੀ ਗਈ ਹੈ ਅਤੇ ਇਸ ਬਾਰੇ ਕੋਈ ਛੋਟ ਨਹੀਂ ਦਿੱਤੀ ਜਾਵੇਗੀ। ਈਰਾਨ ਨੂੰ ਹਥਿਆਰ ਸਪਲਾਈ ਕਰਨ ਵਾਲੇ ਦੇਸ਼ਾਂ ਉੱਤੇ ਟੈਰਿਫ਼ ਲਗਾਉਣ ਦੀ ਗੱਲ ਕਹੀ ਗਈ ਹੈ ਅਤੇ ਇਸ ਬਾਰੇ ਕੋਈ ਛੋਟ ਨਹੀਂ ਦਿੱਤੀ ਜਾਵੇਗੀ। ਈਰਾਨ ਨੂੰ ਹਥਿਆਰ ਸਪਲਾਈ ਕਰਨ ਵਾਲੇ ਦੇਸ਼ਾਂ ਉੱਤੇ ਟੈਰਿਫ਼ ਲਗਾਉਣ ਦੀ ਗੱਲ ਕਹੀ ਗਈ ਹੈ ਅਤੇ ਇਸ ਬਾਰੇ ਕੋਈ ਛੋਟ ਨਹੀਂ ਦਿੱਤੀ ਜਾਵੇਗੀ। ਈਰਾਨ ਨੂੰ ਹਥਿਆਰ ਸਪਲਾਈ ਕਰਨ ਵਾਲੇ ਦੇਸ਼ਾਂ ਉੱਤੇ ਟੈਰਿਫ਼ ਲਗਾਉਣ ਦੀ ਗੱਲ ਕਹੀ ਗਈ ਹੈ ਅਤੇ ਇਸ ਬਾਰੇ ਕੋਈ ਛੋਟ ਨਹੀਂ ਦਿੱਤੀ ਜਾਵੇਗੀ। ਈਰਾਨ ਨੂੰ ਹਥਿਆਰ ਸਪਲਾਈ ਕਰਨ ਵਾਲੇ ਦੇਸ਼ਾਂ ਉੱਤੇ ਟੈਰਿਫ਼ ਲਗਾਉਣ ਦੀ ਗੱਲ ਕਹੀ ਗਈ ਹੈ ਅਤੇ ਇਸ ਬਾਰੇ ਕੋਈ ਛੋਟ ਨਹੀਂ ਦਿੱਤੀ ਜਾਵੇਗੀ। ਈਰਾਨ ਨੂੰ ਹਥਿਆਰ ਸਪਲਾਈ ਕਰਨ ਵਾਲੇ ਦੇਸ਼ਾਂ ਉੱਤੇ ਟੈਰਿਫ਼ ਲਗਾਉਣ ਦੀ ਗੱਲ ਕਹੀ ਗਈ ਹੈ ਅਤੇ ਇਸ ਬਾਰੇ ਕੋਈ ਛੋਟ ਨਹੀਂ ਦਿੱਤੀ ਜਾਵੇਗੀ। ਈਰਾਨ ਨੂੰ ਹਥਿਆਰ ਸਪਲਾਈ ਕਰਨ ਵਾਲੇ ਦੇਸ਼ਾਂ ਉੱਤੇ ਟੈਰਿਫ਼ ਲਗਾਉਣ ਦੀ ਗੱਲ ਕਹੀ ਗਈ ਹੈ ਅਤੇ ਇਸ ਬਾਰੇ ਕੋਈ ਛੋਟ ਨਹੀਂ ਦਿੱਤੀ ਜਾਵੇਗੀ। ਈਰਾਨ ਨੂੰ ਹਥਿਆਰ ਸਪਲਾਈ ਕਰਨ ਵਾਲੇ ਦੇਸ਼ਾਂ ਉੱਤੇ ਟੈਰਿਫ਼ ਲਗਾਉਣ ਦੀ ਗੱਲ ਕਹੀ ਗਈ ਹੈ ਅਤੇ ਇਸ ਬਾਰੇ ਕੋਈ ਛੋਟ ਨਹੀਂ ਦਿੱਤੀ ਜਾਵੇਗੀ। ਈਰਾਨ ਨੂੰ ਹਥਿਆਰ ਸਪਲਾਈ ਕਰਨ ਵਾਲੇ ਦੇਸ਼ਾਂ ਉੱਤੇ ਟੈਰਿਫ਼ ਲਗਾਉਣ ਦੀ ਗੱਲ ਕਹੀ ਗਈ ਹੈ ਅਤੇ ਇਸ ਬਾਰੇ ਕੋਈ ਛੋਟ ਨਹੀਂ ਦਿੱਤੀ ਜਾਵੇਗੀ। ਈਰਾਨ ਨੂੰ ਹਥਿਆਰ ਸਪਲਾਈ ਕਰਨ ਵਾਲੇ ਦੇਸ਼ਾਂ ਉੱਤੇ ਟੈਰਿਫ਼ ਲਗਾਉਣ ਦੀ ਗੱਲ ਕਹੀ ਗਈ ਹੈ ਅਤੇ ਇਸ ਬਾਰੇ ਕੋਈ ਛੋਟ ਨਹੀਂ ਦਿੱਤੀ ਜਾਵੇਗੀ।: [242, 894, 475, 1203]
- article-aam-aadmi: [482, 60, 716, 350]
- article-body: ਫ਼ਤਹਿਗੜ੍ਹ ਸਾਹਿਬ, 8 ਅਪ੍ਰੈਲ (ਸੰਜੂ ਦੁਰਗਵਾ)-ਸ੍ਰੀ ਗੁਰੂ ਗੋਬਿੰਦ ਸਿੰਘ ਵਰਲਡ ਯੂਨੀਵਰਸਿਟੀ, ਫ਼ਤਹਿਗੜ੍ਹ ਸਾਹਿਬ ਨੇ ਇੱਕ ਵਾਰ ਫਿਰ ਉੱਚ ਵਿੱਦਿਅਕ ਉਤਕ੍ਰਿਸ਼ਟਤਾ ਪ੍ਰਤੀ ਆਪਣੀ ਵਚਨਬੱਧਤਾ ਸਾਬਤ ਕੀਤੀ ਹੈ। 14 ਵਿਦਿਆਰਥੀਆਂ ਨੇ ਇੰਟਰ ਟੈਸਟ ਪਾਸ ਕੀਤਾ। ਕਿ ਵਿਭਾਗ 'ਚ ਅਕਾਦਮਿਕ ਮਿਆਰਤਾ ਅਤੇ ਲਿੰਕ-ਆਧਾਰਿਤ ਸਿੱਖਿਆ ਰਾਹੀਂ ਉਤਕ੍ਰਿਸ਼ਟਤਾ ਨੂੰ ਅੱਗੇ ਵਧਾਉਣ ਲਈ ਪ੍ਰਤੀਬੱਧਤਾ ਜਤਾਉਂਦੇ ਹੈ। ਫ਼ਤਹਿਗੜ੍ਹ ਸਾਹਿਬ, 8 ਅਪ੍ਰੈਲ (ਸੰਜੂ ਦੁਰਗਵਾ)-ਸ੍ਰੀ ਗੁਰੂ ਗੋਬਿੰਦ ਸਿੰਘ ਵਰਲਡ ਯੂਨੀਵਰਸਿਟੀ, ਫ਼ਤਹਿਗੜ੍ਹ ਸਾਹਿਬ ਨੇ ਇੱਕ ਵਾਰ ਫਿਰ ਉੱਚ ਵਿੱਦਿਅਕ ਉਤਕ੍ਰਿਸ਼ਟਤਾ ਪ੍ਰਤੀ ਆਪਣੀ ਵਚਨਬੱਧਤਾ ਸਾਬਤ ਕੀਤੀ ਹੈ। 14 ਵਿਦਿਆਰਥੀਆਂ ਨੇ ਇੰਟਰ ਟੈਸਟ ਪਾਸ ਕੀਤਾ। ਕਿ ਵਿਭਾਗ 'ਚ ਅਕਾਦਮਿਕ ਮਿਆਰਤਾ ਅਤੇ ਲਿੰਕ-ਆਧਾਰਿਤ ਸਿੱਖਿਆ ਰਾਹੀਂ ਉਤਕ੍ਰਿਸ਼ਟਤਾ ਨੂੰ ਅੱਗੇ ਵਧਾਉਣ ਲਈ ਪ੍ਰਤੀਬੱਧਤਾ ਜਤਾਉਂਦੇ ਹੈ। ਫ਼ਤਹਿਗੜ੍ਹ ਸਾਹਿਬ, 8 ਅਪ੍ਰੈਲ (ਸੰਜੂ ਦੁਰਗਵਾ)-ਸ੍ਰੀ ਗੁਰੂ ਗੋਬਿੰਦ ਸਿੰਘ ਵਰਲਡ ਯੂਨੀਵਰਸਿਟੀ, ਫ਼ਤਹਿਗੜ੍ਹ ਸਾਹਿਬ ਨੇ ਇੱਕ ਵਾਰ ਫਿਰ ਉੱਚ ਵਿੱਦਿਅਕ ਉਤਕ੍ਰਿਸ਼ਟਤਾ ਪ੍ਰਤੀ ਆਪਣੀ ਵਚਨਬੱਧਤਾ ਸਾਬਤ ਕੀਤੀ ਹੈ। 14 ਵਿਦਿਆਰਥੀਆਂ ਨੇ ਇੰਟਰ ਟੈਸਟ ਪਾਸ ਕੀਤਾ। ਕਿ ਵਿਭਾਗ 'ਚ ਅਕਾਦਮਿਕ ਮਿਆਰਤਾ ਅਤੇ ਲਿੰਕ-ਆਧਾਰਿਤ ਸਿੱਖਿਆ ਰਾਹੀਂ ਉਤਕ੍ਰਿਸ਼ਟਤਾ ਨੂੰ ਅੱਗੇ ਵਧਾਉਣ ਲਈ ਪ੍ਰਤੀਬੱਧਤਾ ਜਤਾਉਂਦੇ ਹੈ। ਫ਼ਤਹਿਗੜ੍ਹ ਸਾਹਿਬ, 8 ਅਪ੍ਰੈਲ (ਸੰਜੂ ਦੁਰਗਵਾ)-ਸ੍ਰੀ ਗੁਰੂ ਗੋਬਿੰਦ ਸਿੰਘ ਵਰਲਡ ਯੂਨੀਵਰਸਿਟੀ, ਫ਼ਤਹਿਗੜ੍ਹ ਸਾਹਿਬ ਨੇ ਇੱਕ ਵਾਰ ਫਿਰ ਉੱਚ ਵਿੱਦਿਅਕ ਉਤਕ੍ਰਿਸ਼ਟਤਾ ਪ੍ਰਤੀ ਆਪਣੀ ਵਚਨਬੱਧਤਾ ਸਾਬਤ ਕੀਤੀ ਹੈ। 14 ਵਿਦਿਆਰਥੀਆਂ ਨੇ ਇੰਟਰ ਟੈਸਟ ਪਾਸ ਕੀਤਾ। ਕਿ ਵਿਭਾਗ 'ਚ ਅਕਾਦਮਿਕ ਮਿਆਰਤਾ ਅਤੇ ਲਿੰਕ-ਆਧਾਰਿਤ ਸਿੱਖਿਆ ਰਾਹੀਂ ਉਤਕ੍ਰਿਸ਼ਟਤਾ ਨੂੰ ਅੱਗੇ ਵਧਾਉਣ ਲਈ ਪ੍ਰਤੀਬੱਧਤਾ ਜਤਾਉਂਦੇ ਹੈ। ਫ਼ਤਹਿਗੜ੍ਹ ਸਾਹਿਬ, 8 ਅਪ੍ਰੈਲ (ਸੰਜੂ ਦੁਰਗਵਾ)-ਸ੍ਰੀ ਗੁਰੂ ਗੋਬਿੰਦ ਸਿੰਘ ਵਰਲਡ ਯੂਨੀਵਰਸਿਟੀ, ਫ਼ਤਹਿਗੜ੍ਹ ਸਾਹਿਬ ਨੇ ਇੱਕ ਵਾਰ ਫਿਰ ਉੱਚ ਵਿੱਦਿਅਕ ਉਤਕ੍ਰਿਸ਼ਟਤਾ ਪ੍ਰਤੀ ਆਪਣੀ ਵਚਨਬੱਧਤਾ ਸਾਬਤ ਕੀਤੀ ਹੈ। 14 ਵਿਦਿਆਰਥੀਆਂ ਨੇ ਇੰਟਰ ਟੈਸਟ ਪਾਸ ਕੀਤਾ। ਕਿ ਵਿਭਾਗ 'ਚ ਅਕਾਦਮਿਕ ਮਿਆਰਤਾ ਅਤੇ ਲਿੰਕ-ਆਧਾਰਿਤ ਸਿੱਖਿਆ ਰਾਹੀਂ ਉਤਕ੍ਰਿਸ਼ਟਤਾ ਨੂੰ ਅੱਗੇ ਵਧਾਉਣ ਲਈ ਪ੍ਰਤੀਬੱਧਤਾ ਜਤਾਉਂਦੇ ਹੈ। ਫ਼ਤਹਿਗੜ੍ਹ ਸਾਹਿਬ, 8 ਅਪ੍ਰੈਲ (ਸੰਜੂ ਦੁਰਗਵਾ)-ਸ੍ਰੀ ਗੁਰੂ ਗੋਬਿੰਦ ਸਿੰਘ ਵਰਲਡ ਯੂਨੀਵਰਸਿਟੀ, ਫ਼ਤਹਿਗੜ੍ਹ ਸਾਹਿਬ ਨੇ ਇੱਕ ਵਾਰ ਫਿਰ ਉੱਚ ਵਿੱਦਿਅਕ ਉਤਕ੍ਰਿਸ਼ਟਤਾ ਪ੍ਰਤੀ ਆਪਣੀ ਵਚਨਬੱਧਤਾ ਸਾਬਤ ਕੀਤੀ ਹੈ। 14 ਵਿਦਿਆਰਥੀਆਂ ਨੇ ਇੰਟਰ ਟੈਸਟ ਪਾਸ ਕੀਤਾ। ਕਿ ਵਿਭਾਗ 'ਚ ਅਕਾਦਮਿਕ ਮਿਆਰਤਾ ਅਤੇ ਲਿੰਕ-ਆਧਾਰਿਤ ਸਿੱਖਿਆ ਰਾਹੀਂ ਉਤਕ੍ਰਿਸ਼ਟਤਾ ਨੂੰ ਅੱਗੇ ਵਧਾਉਣ ਲਈ ਪ੍ਰਤੀਬੱਧਤਾ ਜਤਾਉਂਦੇ ਹੈ।: [3, 1229, 235, 1453]
- logo-text: ਹੱਕ ਸੱਚ: [4, 3, 80, 34]
- column-2: [242, 44, 475, 1482]
- continued-banner: ਸਫ਼ਾ ੧ ਦੀ ਬਾਕੀ...: [242, 48, 475, 82]
- article-body: ਅਕਾਲੀ ਦਲ ਬਾਦਲ ਨੇ 1978 'ਚ 13 ਸਿੱਖ ਸ਼ਹੀਦ ਕਰਵਾਏ, ਨਰਕਧਾਰੀ ਮੁਖੀ ਨੂੰ ਭਜਾਇਆ। ਕਮੇਟੀ ਕਮੇਟੀ ਦੇ ਦਫ਼ਤਰ 'ਚ ਡੇਰਾ ਸਿਰਸਾ ਮੁਖੀ ਤੇ ਬੇਅਦਬੀ ਦੇ ਹੋਰ ਦੁਸ਼ਟਾਂ ਦਾ ਸਨਮਾਨ ਕੀਤਾ ਜਾਂਦਾ ਸੀ। ਵਾਹ ਬਾਦਲ ਦਲੀਓ! ਤੁਹਾਡੇ ਕਾਰੇ ਕਿੰਨੇ ਮਹਾਨ ਹਨ, ਪੰਥ ਯਾਦ ਰੱਖੇਗਾ। (ਪ੍ਰਧਾਨ ਸਿੱਖ ਯੂਥ ਫੈਡਰੇਸ਼ਨ ਭਿੰਡਰਾਂਵਾਲਾ) ਮੋ: 8872293883. ਅਕਾਲੀ ਦਲ ਬਾਦਲ ਨੇ 1978 'ਚ 13 ਸਿੱਖ ਸ਼ਹੀਦ ਕਰਵਾਏ, ਨਰਕਧਾਰੀ ਮੁਖੀ ਨੂੰ ਭਜਾਇਆ। ਕਮੇਟੀ ਕਮੇਟੀ ਦੇ ਦਫ਼ਤਰ 'ਚ ਡੇਰਾ ਸਿਰਸਾ ਮੁਖੀ ਤੇ ਬੇਅਦਬੀ ਦੇ ਹੋਰ ਦੁਸ਼ਟਾਂ ਦਾ ਸਨਮਾਨ ਕੀਤਾ ਜਾਂਦਾ ਸੀ। ਵਾਹ ਬਾਦਲ ਦਲੀਓ! ਤੁਹਾਡੇ ਕਾਰੇ ਕਿੰਨੇ ਮਹਾਨ ਹਨ, ਪੰਥ ਯਾਦ ਰੱਖੇਗਾ। (ਪ੍ਰਧਾਨ ਸਿੱਖ ਯੂਥ ਫੈਡਰੇਸ਼ਨ ਭਿੰਡਰਾਂਵਾਲਾ) ਮੋ: 8872293883. ਅਕਾਲੀ ਦਲ ਬਾਦਲ ਨੇ 1978 'ਚ 13 ਸਿੱਖ ਸ਼ਹੀਦ ਕਰਵਾਏ, ਨਰਕਧਾਰੀ ਮੁਖੀ ਨੂੰ ਭਜਾਇਆ। ਕਮੇਟੀ ਕਮੇਟੀ ਦੇ ਦਫ਼ਤਰ 'ਚ ਡੇਰਾ ਸਿਰਸਾ ਮੁਖੀ ਤੇ ਬੇਅਦਬੀ ਦੇ ਹੋਰ ਦੁਸ਼ਟਾਂ ਦਾ ਸਨਮਾਨ ਕੀਤਾ ਜਾਂਦਾ ਸੀ। ਵਾਹ ਬਾਦਲ ਦਲੀਓ! ਤੁਹਾਡੇ ਕਾਰੇ ਕਿੰਨੇ ਮਹਾਨ ਹਨ, ਪੰਥ ਯਾਦ ਰੱਖੇਗਾ। (ਪ੍ਰਧਾਨ ਸਿੱਖ ਯੂਥ ਫੈਡਰੇਸ਼ਨ ਭਿੰਡਰਾਂਵਾਲਾ) ਮੋ: 8872293883. ਅਕਾਲੀ ਦਲ ਬਾਦਲ ਨੇ 1978 'ਚ 13 ਸਿੱਖ ਸ਼ਹੀਦ ਕਰਵਾਏ, ਨਰਕਧਾਰੀ ਮੁਖੀ ਨੂੰ ਭਜਾਇਆ। ਕਮੇਟੀ ਕਮੇਟੀ ਦੇ ਦਫ਼ਤਰ 'ਚ ਡੇਰਾ ਸਿਰਸਾ ਮੁਖੀ ਤੇ ਬੇਅਦਬੀ ਦੇ ਹੋਰ ਦੁਸ਼ਟਾਂ ਦਾ ਸਨਮਾਨ ਕੀਤਾ ਜਾਂਦਾ ਸੀ। ਵਾਹ ਬਾਦਲ ਦਲੀਓ! ਤੁਹਾਡੇ ਕਾਰੇ ਕਿੰਨੇ ਮਹਾਨ ਹਨ, ਪੰਥ ਯਾਦ ਰੱਖੇਗਾ। (ਪ੍ਰਧਾਨ ਸਿੱਖ ਯੂਥ ਫੈਡਰੇਸ਼ਨ ਭਿੰਡਰਾਂਵਾਲਾ) ਮੋ: 8872293883. ਅਕਾਲੀ ਦਲ ਬਾਦਲ ਨੇ 1978 'ਚ 13 ਸਿੱਖ ਸ਼ਹੀਦ ਕਰਵਾਏ, ਨਰਕਧਾਰੀ ਮੁਖੀ ਨੂੰ ਭਜਾਇਆ। ਕਮੇਟੀ ਕਮੇਟੀ ਦੇ ਦਫ਼ਤਰ 'ਚ ਡੇਰਾ ਸਿਰਸਾ ਮੁਖੀ ਤੇ ਬੇਅਦਬੀ ਦੇ ਹੋਰ ਦੁਸ਼ਟਾਂ ਦਾ ਸਨਮਾਨ ਕੀਤਾ ਜਾਂਦਾ ਸੀ। ਵਾਹ ਬਾਦਲ ਦਲੀਓ! ਤੁਹਾਡੇ ਕਾਰੇ ਕਿੰਨੇ ਮਹਾਨ ਹਨ, ਪੰਥ ਯਾਦ ਰੱਖੇਗਾ। (ਪ੍ਰਧਾਨ ਸਿੱਖ ਯੂਥ ਫੈਡਰੇਸ਼ਨ ਭਿੰਡਰਾਂਵਾਲਾ) ਮੋ: 8872293883. ਅਕਾਲੀ ਦਲ ਬਾਦਲ ਨੇ 1978 'ਚ 13 ਸਿੱਖ ਸ਼ਹੀਦ ਕਰਵਾਏ, ਨਰਕਧਾਰੀ ਮੁਖੀ ਨੂੰ ਭਜਾਇਆ। ਕਮੇਟੀ ਕਮੇਟੀ ਦੇ ਦਫ਼ਤਰ 'ਚ ਡੇਰਾ ਸਿਰਸਾ ਮੁਖੀ ਤੇ ਬੇਅਦਬੀ ਦੇ ਹੋਰ ਦੁਸ਼ਟਾਂ ਦਾ ਸਨਮਾਨ ਕੀਤਾ ਜਾਂਦਾ ਸੀ। ਵਾਹ ਬਾਦਲ ਦਲੀਓ! ਤੁਹਾਡੇ ਕਾਰੇ ਕਿੰਨੇ ਮਹਾਨ ਹਨ, ਪੰਥ ਯਾਦ ਰੱਖੇਗਾ। (ਪ੍ਰਧਾਨ ਸਿੱਖ ਯੂਥ ਫੈਡਰੇਸ਼ਨ ਭਿੰਡਰਾਂਵਾਲਾ) ਮੋ: 8872293883. ਅਕਾਲੀ ਦਲ ਬਾਦਲ ਨੇ 1978 'ਚ 13 ਸਿੱਖ ਸ਼ਹੀਦ ਕਰਵਾਏ, ਨਰਕਧਾਰੀ ਮੁਖੀ ਨੂੰ ਭਜਾਇਆ। ਕਮੇਟੀ ਕਮੇਟੀ ਦੇ ਦਫ਼ਤਰ 'ਚ ਡੇਰਾ ਸਿਰਸਾ ਮੁਖੀ ਤੇ ਬੇਅਦਬੀ ਦੇ ਹੋਰ ਦੁਸ਼ਟਾਂ ਦਾ ਸਨਮਾਨ ਕੀਤਾ ਜਾਂਦਾ ਸੀ। ਵਾਹ ਬਾਦਲ ਦਲੀਓ! ਤੁਹਾਡੇ ਕਾਰੇ ਕਿੰਨੇ ਮਹਾਨ ਹਨ, ਪੰਥ ਯਾਦ ਰੱਖੇਗਾ। (ਪ੍ਰਧਾਨ ਸਿੱਖ ਯੂਥ ਫੈਡਰੇਸ਼ਨ ਭਿੰਡਰਾਂਵਾਲਾ) ਮੋ: 8872293883. ਅਕਾਲੀ ਦਲ ਬਾਦਲ ਨੇ 1978 'ਚ 13 ਸਿੱਖ ਸ਼ਹੀਦ ਕਰਵਾਏ, ਨਰਕਧਾਰੀ ਮੁਖੀ ਨੂੰ ਭਜਾਇਆ। ਕਮੇਟੀ ਕਮੇਟੀ ਦੇ ਦਫ਼ਤਰ 'ਚ ਡੇਰਾ ਸਿਰਸਾ ਮੁਖੀ ਤੇ ਬੇਅਦਬੀ ਦੇ ਹੋਰ ਦੁਸ਼ਟਾਂ ਦਾ ਸਨਮਾਨ ਕੀਤਾ ਜਾਂਦਾ ਸੀ। ਵਾਹ ਬਾਦਲ ਦਲੀਓ! ਤੁਹਾਡੇ ਕਾਰੇ ਕਿੰਨੇ ਮਹਾਨ ਹਨ, ਪੰਥ ਯਾਦ ਰੱਖੇਗਾ। (ਪ੍ਰਧਾਨ ਸਿੱਖ ਯੂਥ ਫੈਡਰੇਸ਼ਨ ਭਿੰਡਰਾਂਵਾਲਾ) ਮੋ: 8872293883.: [723, 865, 942, 1123]
- column-4: [723, 44, 942, 1482]
- article-headline: ਪੰਜਾਬ ਦੇ ਆੜ੍ਹਤੀਆਂ ਨੇ ...: [520, 1277, 678, 1296]
- column-3: [482, 44, 716, 1482]
- newspaper-logo: [4, 3, 218, 35]
- article-sggswu: [3, 1019, 235, 1479]
- article-rain-hail-2: [723, 634, 942, 844]
- article-iran-oil: [242, 776, 475, 876]
- article-headline: ਪੰਜਾਬ ਇੰਸਟੀਚਿਊਟ ਆਫ਼ ਮੈਨੇਜਮੈਂਟ ਐਂਡ ਟੈਕਨਾਲੋਜੀ, ਅਲੌੜ੍ਹ/ਖੰਨਾ ਵਿਖੇ ਫੁਲਸੈਂਟ ਪ੍ਰੋਗਰਾਮ ਕਰਵਾਇਆ ਗਿਆ: [6, 679, 232, 706]
- article-headline: ਡਿਊਟੀ ਦੇ ਬਾਹਰ ਸਾਜਿਸ਼ ਤਹਿਤ ...: [500, 639, 698, 658]
- article-content: [727, 1196, 938, 1474]
- article-body: ਤਾਂ ਬਾਅਦ, ਪੈਟਰੋਲ ਅਤੇ ਡੀਜ਼ਲ ਦੀ ਕੀਮਤਾਂ ਵਿੱਚ ਗਿਰਾਵਟ ਦੀ ਸੰਭਾਵਨਾ ਹੈ। ਬ੍ਰੈਂਟ ਕਰੂਡ 94 ਡਾਲਰ ਪ੍ਰਤੀ ਬੈਰਲ ਤੱਕ ਡਿੱਗ ਗਿਆ ਅਤੇ ਭਾਰਤੀ ਬਾਜ਼ਾਰ ਵਿੱਚ ਸਕਾਰਾਤਮਕ ਅਸਰ ਦਿਖਾਈ ਦਿੱਤਾ। ਤਾਂ ਬਾਅਦ, ਪੈਟਰੋਲ ਅਤੇ ਡੀਜ਼ਲ ਦੀ ਕੀਮਤਾਂ ਵਿੱਚ ਗਿਰਾਵਟ ਦੀ ਸੰਭਾਵਨਾ ਹੈ। ਬ੍ਰੈਂਟ ਕਰੂਡ 94 ਡਾਲਰ ਪ੍ਰਤੀ ਬੈਰਲ ਤੱਕ ਡਿੱਗ ਗਿਆ ਅਤੇ ਭਾਰਤੀ ਬਾਜ਼ਾਰ ਵਿੱਚ ਸਕਾਰਾਤਮਕ ਅਸਰ ਦਿਖਾਈ ਦਿੱਤਾ। ਤਾਂ ਬਾਅਦ, ਪੈਟਰੋਲ ਅਤੇ ਡੀਜ਼ਲ ਦੀ ਕੀਮਤਾਂ ਵਿੱਚ ਗਿਰਾਵਟ ਦੀ ਸੰਭਾਵਨਾ ਹੈ। ਬ੍ਰੈਂਟ ਕਰੂਡ 94 ਡਾਲਰ ਪ੍ਰਤੀ ਬੈਰਲ ਤੱਕ ਡਿੱਗ ਗਿਆ ਅਤੇ ਭਾਰਤੀ ਬਾਜ਼ਾਰ ਵਿੱਚ ਸਕਾਰਾਤਮਕ ਅਸਰ ਦਿਖਾਈ ਦਿੱਤਾ। ਤਾਂ ਬਾਅਦ, ਪੈਟਰੋਲ ਅਤੇ ਡੀਜ਼ਲ ਦੀ ਕੀਮਤਾਂ ਵਿੱਚ ਗਿਰਾਵਟ ਦੀ ਸੰਭਾਵਨਾ ਹੈ। ਬ੍ਰੈਂਟ ਕਰੂਡ 94 ਡਾਲਰ ਪ੍ਰਤੀ ਬੈਰਲ ਤੱਕ ਡਿੱਗ ਗਿਆ ਅਤੇ ਭਾਰਤੀ ਬਾਜ਼ਾਰ ਵਿੱਚ ਸਕਾਰਾਤਮਕ ਅਸਰ ਦਿਖਾਈ ਦਿੱਤਾ। ਤਾਂ ਬਾਅਦ, ਪੈਟਰੋਲ ਅਤੇ ਡੀਜ਼ਲ ਦੀ ਕੀਮਤਾਂ ਵਿੱਚ ਗਿਰਾਵਟ ਦੀ ਸੰਭਾਵਨਾ ਹੈ। ਬ੍ਰੈਂਟ ਕਰੂਡ 94 ਡਾਲਰ ਪ੍ਰਤੀ ਬੈਰਲ ਤੱਕ ਡਿੱਗ ਗਿਆ ਅਤੇ ਭਾਰਤੀ ਬਾਜ਼ਾਰ ਵਿੱਚ ਸਕਾਰਾਤਮਕ ਅਸਰ ਦਿਖਾਈ ਦਿੱਤਾ। ਤਾਂ ਬਾਅਦ, ਪੈਟਰੋਲ ਅਤੇ ਡੀਜ਼ਲ ਦੀ ਕੀਮਤਾਂ ਵਿੱਚ ਗਿਰਾਵਟ ਦੀ ਸੰਭਾਵਨਾ ਹੈ। ਬ੍ਰੈਂਟ ਕਰੂਡ 94 ਡਾਲਰ ਪ੍ਰਤੀ ਬੈਰਲ ਤੱਕ ਡਿੱਗ ਗਿਆ ਅਤੇ ਭਾਰਤੀ ਬਾਜ਼ਾਰ ਵਿੱਚ ਸਕਾਰਾਤਮਕ ਅਸਰ ਦਿਖਾਈ ਦਿੱਤਾ। ਤਾਂ ਬਾਅਦ, ਪੈਟਰੋਲ ਅਤੇ ਡੀਜ਼ਲ ਦੀ ਕੀਮਤਾਂ ਵਿੱਚ ਗਿਰਾਵਟ ਦੀ ਸੰਭਾਵਨਾ ਹੈ। ਬ੍ਰੈਂਟ ਕਰੂਡ 94 ਡਾਲਰ ਪ੍ਰਤੀ ਬੈਰਲ ਤੱਕ ਡਿੱਗ ਗਿਆ ਅਤੇ ਭਾਰਤੀ ਬਾਜ਼ਾਰ ਵਿੱਚ ਸਕਾਰਾਤਮਕ ਅਸਰ ਦਿਖਾਈ ਦਿੱਤਾ। ਤਾਂ ਬਾਅਦ, ਪੈਟਰੋਲ ਅਤੇ ਡੀਜ਼ਲ ਦੀ ਕੀਮਤਾਂ ਵਿੱਚ ਗਿਰਾਵਟ ਦੀ ਸੰਭਾਵਨਾ ਹੈ। ਬ੍ਰੈਂਟ ਕਰੂਡ 94 ਡਾਲਰ ਪ੍ਰਤੀ ਬੈਰਲ ਤੱਕ ਡਿੱਗ ਗਿਆ ਅਤੇ ਭਾਰਤੀ ਬਾਜ਼ਾਰ ਵਿੱਚ ਸਕਾਰਾਤਮਕ ਅਸਰ ਦਿਖਾਈ ਦਿੱਤਾ। ਤਾਂ ਬਾਅਦ, ਪੈਟਰੋਲ ਅਤੇ ਡੀਜ਼ਲ ਦੀ ਕੀਮਤਾਂ ਵਿੱਚ ਗਿਰਾਵਟ ਦੀ ਸੰਭਾਵਨਾ ਹੈ। ਬ੍ਰੈਂਟ ਕਰੂਡ 94 ਡਾਲਰ ਪ੍ਰਤੀ ਬੈਰਲ ਤੱਕ ਡਿੱਗ ਗਿਆ ਅਤੇ ਭਾਰਤੀ ਬਾਜ਼ਾਰ ਵਿੱਚ ਸਕਾਰਾਤਮਕ ਅਸਰ ਦਿਖਾਈ ਦਿੱਤਾ। ਤਾਂ ਬਾਅਦ, ਪੈਟਰੋਲ ਅਤੇ ਡੀਜ਼ਲ ਦੀ ਕੀਮਤਾਂ ਵਿੱਚ ਗਿਰਾਵਟ ਦੀ ਸੰਭਾਵਨਾ ਹੈ। ਬ੍ਰੈਂਟ ਕਰੂਡ 94 ਡਾਲਰ ਪ੍ਰਤੀ ਬੈਰਲ ਤੱਕ ਡਿੱਗ ਗਿਆ ਅਤੇ ਭਾਰਤੀ ਬਾਜ਼ਾਰ ਵਿੱਚ ਸਕਾਰਾਤਮਕ ਅਸਰ ਦਿਖਾਈ ਦਿੱਤਾ। ਤਾਂ ਬਾਅਦ, ਪੈਟਰੋਲ ਅਤੇ ਡੀਜ਼ਲ ਦੀ ਕੀਮਤਾਂ ਵਿੱਚ ਗਿਰਾਵਟ ਦੀ ਸੰਭਾਵਨਾ ਹੈ। ਬ੍ਰੈਂਟ ਕਰੂਡ 94 ਡਾਲਰ ਪ੍ਰਤੀ ਬੈਰਲ ਤੱਕ ਡਿੱਗ ਗਿਆ ਅਤੇ ਭਾਰਤੀ ਬਾਜ਼ਾਰ ਵਿੱਚ ਸਕਾਰਾਤਮਕ ਅਸਰ ਦਿਖਾਈ ਦਿੱਤਾ। ਤਾਂ ਬਾਅਦ, ਪੈਟਰੋਲ ਅਤੇ ਡੀਜ਼ਲ ਦੀ ਕੀਮਤਾਂ ਵਿੱਚ ਗਿਰਾਵਟ ਦੀ ਸੰਭਾਵਨਾ ਹੈ। ਬ੍ਰੈਂਟ ਕਰੂਡ 94 ਡਾਲਰ ਪ੍ਰਤੀ ਬੈਰਲ ਤੱਕ ਡਿੱਗ ਗਿਆ ਅਤੇ ਭਾਰਤੀ ਬਾਜ਼ਾਰ ਵਿੱਚ ਸਕਾਰਾਤਮਕ ਅਸਰ ਦਿਖਾਈ ਦਿੱਤਾ। ਤਾਂ ਬਾਅਦ, ਪੈਟਰੋਲ ਅਤੇ ਡੀਜ਼ਲ ਦੀ ਕੀਮਤਾਂ ਵਿੱਚ ਗਿਰਾਵਟ ਦੀ ਸੰਭਾਵਨਾ ਹੈ। ਬ੍ਰੈਂਟ ਕਰੂਡ 94 ਡਾਲਰ ਪ੍ਰਤੀ ਬੈਰਲ ਤੱਕ ਡਿੱਗ ਗਿਆ ਅਤੇ ਭਾਰਤੀ ਬਾਜ਼ਾਰ ਵਿੱਚ ਸਕਾਰਾਤਮਕ ਅਸਰ ਦਿਖਾਈ ਦਿੱਤਾ।: [242, 1234, 475, 1466]
- member-photo: [876, 1196, 938, 1274]
- article-headline: ਇਹ ਪੰਥਕ ਇਕੱਤਰਤਾ ਸੀ ...: [752, 844, 913, 862]
- continued-text: ਹੈ ਕਿ ਆਉਣ ਵਾਲੇ ਸਮੇਂ 'ਚ ਤੇਲ ਦੀਆਂ ਕੀਮਤਾਂ ਹੋਰ ਵੀ ਘੱਟ ਜਾਣਗੀਆਂ।: [482, 47, 651, 55]
- article-body: ਸਾਹਿਬਜ਼ਾਦਾ ਅਜੀਤ ਸਿੰਘ ਨਗਰ 8 ਅਪ੍ਰੈਲ (ਅਮਰ ਸਿੰਘ ਵਿਰਦੀ) : ਇਤਿਹਾਸਕ ਗੁਰਦੁਆਰਾ ਸਿੰਘ ਸ਼ਹੀਦਾਂ ਸੋਹਾਣਾ ਸਾਹਿਬ ਵਿਖੇ ਸੇਵਾ ਲਈ ਦਾਨੀ ਸੱਜਣ ਵੱਲੋਂ ਸੋਨਾਲੀਕਾ 735 ਪਾਵਰ ਪਲੱਸ ਟਰੈਕਟਰ ਭੇਟ ਕੀਤਾ ਗਿਆ। ਇਸ ਮੌਕੇ ਗੁਰਦੁਆਰਾ ਸਾਹਿਬ ਦੇ ਮੈਨੇਜਰ ਅਤੇ ਸੰਗਤ ਹਾਜ਼ਰ ਸੀ। ਸਾਹਿਬਜ਼ਾਦਾ ਅਜੀਤ ਸਿੰਘ ਨਗਰ 8 ਅਪ੍ਰੈਲ (ਅਮਰ ਸਿੰਘ ਵਿਰਦੀ) : ਇਤਿਹਾਸਕ ਗੁਰਦੁਆਰਾ ਸਿੰਘ ਸ਼ਹੀਦਾਂ ਸੋਹਾਣਾ ਸਾਹਿਬ ਵਿਖੇ ਸੇਵਾ ਲਈ ਦਾਨੀ ਸੱਜਣ ਵੱਲੋਂ ਸੋਨਾਲੀਕਾ 735 ਪਾਵਰ ਪਲੱਸ ਟਰੈਕਟਰ ਭੇਟ ਕੀਤਾ ਗਿਆ। ਇਸ ਮੌਕੇ ਗੁਰਦੁਆਰਾ ਸਾਹਿਬ ਦੇ ਮੈਨੇਜਰ ਅਤੇ ਸੰਗਤ ਹਾਜ਼ਰ ਸੀ। ਸਾਹਿਬਜ਼ਾਦਾ ਅਜੀਤ ਸਿੰਘ ਨਗਰ 8 ਅਪ੍ਰੈਲ (ਅਮਰ ਸਿੰਘ ਵਿਰਦੀ) : ਇਤਿਹਾਸਕ ਗੁਰਦੁਆਰਾ ਸਿੰਘ ਸ਼ਹੀਦਾਂ ਸੋਹਾਣਾ ਸਾਹਿਬ ਵਿਖੇ ਸੇਵਾ ਲਈ ਦਾਨੀ ਸੱਜਣ ਵੱਲੋਂ ਸੋਨਾਲੀਕਾ 735 ਪਾਵਰ ਪਲੱਸ ਟਰੈਕਟਰ ਭੇਟ ਕੀਤਾ ਗਿਆ। ਇਸ ਮੌਕੇ ਗੁਰਦੁਆਰਾ ਸਾਹਿਬ ਦੇ ਮੈਨੇਜਰ ਅਤੇ ਸੰਗਤ ਹਾਜ਼ਰ ਸੀ। ਸਾਹਿਬਜ਼ਾਦਾ ਅਜੀਤ ਸਿੰਘ ਨਗਰ 8 ਅਪ੍ਰੈਲ (ਅਮਰ ਸਿੰਘ ਵਿਰਦੀ) : ਇਤਿਹਾਸਕ ਗੁਰਦੁਆਰਾ ਸਿੰਘ ਸ਼ਹੀਦਾਂ ਸੋਹਾਣਾ ਸਾਹਿਬ ਵਿਖੇ ਸੇਵਾ ਲਈ ਦਾਨੀ ਸੱਜਣ ਵੱਲੋਂ ਸੋਨਾਲੀਕਾ 735 ਪਾਵਰ ਪਲੱਸ ਟਰੈਕਟਰ ਭੇਟ ਕੀਤਾ ਗਿਆ। ਇਸ ਮੌਕੇ ਗੁਰਦੁਆਰਾ ਸਾਹਿਬ ਦੇ ਮੈਨੇਜਰ ਅਤੇ ਸੰਗਤ ਹਾਜ਼ਰ ਸੀ। ਸਾਹਿਬਜ਼ਾਦਾ ਅਜੀਤ ਸਿੰਘ ਨਗਰ 8 ਅਪ੍ਰੈਲ (ਅਮਰ ਸਿੰਘ ਵਿਰਦੀ) : ਇਤਿਹਾਸਕ ਗੁਰਦੁਆਰਾ ਸਿੰਘ ਸ਼ਹੀਦਾਂ ਸੋਹਾਣਾ ਸਾਹਿਬ ਵਿਖੇ ਸੇਵਾ ਲਈ ਦਾਨੀ ਸੱਜਣ ਵੱਲੋਂ ਸੋਨਾਲੀਕਾ 735 ਪਾਵਰ ਪਲੱਸ ਟਰੈਕਟਰ ਭੇਟ ਕੀਤਾ ਗਿਆ। ਇਸ ਮੌਕੇ ਗੁਰਦੁਆਰਾ ਸਾਹਿਬ ਦੇ ਮੈਨੇਜਰ ਅਤੇ ਸੰਗਤ ਹਾਜ਼ਰ ਸੀ।: [3, 531, 235, 660]
- article-pimt: [3, 679, 235, 1019]
- article-body: ਜਗਰਾਓਂ, 8 ਅਪ੍ਰੈਲ (ਜਸਵੰਤ ਸਿੰਘ ਸਹੋਤਾ)- ਪਿੰਡ ਕਾਉਂਕੇ ਕਲਾਂ ਤੋਂ ਬਲਾਕ ਸੰਮਤੀ ਮੈਂਬਰ ਨੇ ਕਿਹਾ ਕਿ ਮੁੱਖ ਮੰਤਰੀ ਭਗਵੰਤ ਮਾਨ ਦੀ ਅਗਵਾਈ ਵਾਲੀ ਸਰਕਾਰ ਨੇ ਚਾਰ ਸਾਲਾਂ ਵਿੱਚ ਪਿੰਡਾਂ ਦਾ ਸਰਵਪੱਖੀ ਵਿਕਾਸ ਕੀਤਾ ਹੈ। ਇਸ ਮੌਕੇ ਸਕੂਲਾਂ ਵਿੱਚ ਦਾਖ਼ਲੇ ਵਧੇ ਅਤੇ ਵਿਦਿਆਰਥੀਆਂ ਦਾ ਮਾਣ ਸਨਮਾਨ ਕੀਤਾ ਜਾ ਰਿਹਾ ਹੈ। ਜਗਰਾਓਂ, 8 ਅਪ੍ਰੈਲ (ਜਸਵੰਤ ਸਿੰਘ ਸਹੋਤਾ)- ਪਿੰਡ ਕਾਉਂਕੇ ਕਲਾਂ ਤੋਂ ਬਲਾਕ ਸੰਮਤੀ ਮੈਂਬਰ ਨੇ ਕਿਹਾ ਕਿ ਮੁੱਖ ਮੰਤਰੀ ਭਗਵੰਤ ਮਾਨ ਦੀ ਅਗਵਾਈ ਵਾਲੀ ਸਰਕਾਰ ਨੇ ਚਾਰ ਸਾਲਾਂ ਵਿੱਚ ਪਿੰਡਾਂ ਦਾ ਸਰਵਪੱਖੀ ਵਿਕਾਸ ਕੀਤਾ ਹੈ। ਇਸ ਮੌਕੇ ਸਕੂਲਾਂ ਵਿੱਚ ਦਾਖ਼ਲੇ ਵਧੇ ਅਤੇ ਵਿਦਿਆਰਥੀਆਂ ਦਾ ਮਾਣ ਸਨਮਾਨ ਕੀਤਾ ਜਾ ਰਿਹਾ ਹੈ। ਜਗਰਾਓਂ, 8 ਅਪ੍ਰੈਲ (ਜਸਵੰਤ ਸਿੰਘ ਸਹੋਤਾ)- ਪਿੰਡ ਕਾਉਂਕੇ ਕਲਾਂ ਤੋਂ ਬਲਾਕ ਸੰਮਤੀ ਮੈਂਬਰ ਨੇ ਕਿਹਾ ਕਿ ਮੁੱਖ ਮੰਤਰੀ ਭਗਵੰਤ ਮਾਨ ਦੀ ਅਗਵਾਈ ਵਾਲੀ ਸਰਕਾਰ ਨੇ ਚਾਰ ਸਾਲਾਂ ਵਿੱਚ ਪਿੰਡਾਂ ਦਾ ਸਰਵਪੱਖੀ ਵਿਕਾਸ ਕੀਤਾ ਹੈ। ਇਸ ਮੌਕੇ ਸਕੂਲਾਂ ਵਿੱਚ ਦਾਖ਼ਲੇ ਵਧੇ ਅਤੇ ਵਿਦਿਆਰਥੀਆਂ ਦਾ ਮਾਣ ਸਨਮਾਨ ਕੀਤਾ ਜਾ ਰਿਹਾ ਹੈ। ਜਗਰਾਓਂ, 8 ਅਪ੍ਰੈਲ (ਜਸਵੰਤ ਸਿੰਘ ਸਹੋਤਾ)- ਪਿੰਡ ਕਾਉਂਕੇ ਕਲਾਂ ਤੋਂ ਬਲਾਕ ਸੰਮਤੀ ਮੈਂਬਰ ਨੇ ਕਿਹਾ ਕਿ ਮੁੱਖ ਮੰਤਰੀ ਭਗਵੰਤ ਮਾਨ ਦੀ ਅਗਵਾਈ ਵਾਲੀ ਸਰਕਾਰ ਨੇ ਚਾਰ ਸਾਲਾਂ ਵਿੱਚ ਪਿੰਡਾਂ ਦਾ ਸਰਵਪੱਖੀ ਵਿਕਾਸ ਕੀਤਾ ਹੈ। ਇਸ ਮੌਕੇ ਸਕੂਲਾਂ ਵਿੱਚ ਦਾਖ਼ਲੇ ਵਧੇ ਅਤੇ ਵਿਦਿਆਰਥੀਆਂ ਦਾ ਮਾਣ ਸਨਮਾਨ ਕੀਤਾ ਜਾ ਰਿਹਾ ਹੈ। ਜਗਰਾਓਂ, 8 ਅਪ੍ਰੈਲ (ਜਸਵੰਤ ਸਿੰਘ ਸਹੋਤਾ)- ਪਿੰਡ ਕਾਉਂਕੇ ਕਲਾਂ ਤੋਂ ਬਲਾਕ ਸੰਮਤੀ ਮੈਂਬਰ ਨੇ ਕਿਹਾ ਕਿ ਮੁੱਖ ਮੰਤਰੀ ਭਗਵੰਤ ਮਾਨ ਦੀ ਅਗਵਾਈ ਵਾਲੀ ਸਰਕਾਰ ਨੇ ਚਾਰ ਸਾਲਾਂ ਵਿੱਚ ਪਿੰਡਾਂ ਦਾ ਸਰਵਪੱਖੀ ਵਿਕਾਸ ਕੀਤਾ ਹੈ। ਇਸ ਮੌਕੇ ਸਕੂਲਾਂ ਵਿੱਚ ਦਾਖ਼ਲੇ ਵਧੇ ਅਤੇ ਵਿਦਿਆਰਥੀਆਂ ਦਾ ਮਾਣ ਸਨਮਾਨ ਕੀਤਾ ਜਾ ਰਿਹਾ ਹੈ। ਜਗਰਾਓਂ, 8 ਅਪ੍ਰੈਲ (ਜਸਵੰਤ ਸਿੰਘ ਸਹੋਤਾ)- ਪਿੰਡ ਕਾਉਂਕੇ ਕਲਾਂ ਤੋਂ ਬਲਾਕ ਸੰਮਤੀ ਮੈਂਬਰ ਨੇ ਕਿਹਾ ਕਿ ਮੁੱਖ ਮੰਤਰੀ ਭਗਵੰਤ ਮਾਨ ਦੀ ਅਗਵਾਈ ਵਾਲੀ ਸਰਕਾਰ ਨੇ ਚਾਰ ਸਾਲਾਂ ਵਿੱਚ ਪਿੰਡਾਂ ਦਾ ਸਰਵਪੱਖੀ ਵਿਕਾਸ ਕੀਤਾ ਹੈ। ਇਸ ਮੌਕੇ ਸਕੂਲਾਂ ਵਿੱਚ ਦਾਖ਼ਲੇ ਵਧੇ ਅਤੇ ਵਿਦਿਆਰਥੀਆਂ ਦਾ ਮਾਣ ਸਨਮਾਨ ਕੀਤਾ ਜਾ ਰਿਹਾ ਹੈ।: [727, 1195, 872, 1462]
- article-headline: ਜੰਗਬੰਦੀ ਤੋਂ ਬਾਅਦ ਈਰਾਨ ਦੇ ਤੇਲ ...: [273, 776, 444, 791]
- logo-text-end: ਪਹਿਰੇਦਾਰ: [121, 3, 218, 34]
- left-column: [3, 44, 235, 1482]
- article-photo: [3, 1062, 235, 1227]
- article-photo: [3, 328, 235, 528]
- article-body: ਅੱਜ ਈਰਾਨ ਵੱਲੋਂ ਦੋ ਹਫ਼ਤਿਆਂ ਦੀ ਜੰਗਬੰਦੀ ਦਾ ਐਲਾਨ ਕਰਨ ਤੋਂ ਕੁਝ ਘੰਟੇ ਬਾਅਦ ਹੀ ਈਰਾਨ ਦੇ ਤੇਲ ਟਿਕਾਣਿਆਂ ਉੱਤੇ ਹਮਲੇ ਦੀਆਂ ਖ਼ਬਰਾਂ ਆਈਆਂ। ਅੱਜ ਈਰਾਨ ਵੱਲੋਂ ਦੋ ਹਫ਼ਤਿਆਂ ਦੀ ਜੰਗਬੰਦੀ ਦਾ ਐਲਾਨ ਕਰਨ ਤੋਂ ਕੁਝ ਘੰਟੇ ਬਾਅਦ ਹੀ ਈਰਾਨ ਦੇ ਤੇਲ ਟਿਕਾਣਿਆਂ ਉੱਤੇ ਹਮਲੇ ਦੀਆਂ ਖ਼ਬਰਾਂ ਆਈਆਂ। ਅੱਜ ਈਰਾਨ ਵੱਲੋਂ ਦੋ ਹਫ਼ਤਿਆਂ ਦੀ ਜੰਗਬੰਦੀ ਦਾ ਐਲਾਨ ਕਰਨ ਤੋਂ ਕੁਝ ਘੰਟੇ ਬਾਅਦ ਹੀ ਈਰਾਨ ਦੇ ਤੇਲ ਟਿਕਾਣਿਆਂ ਉੱਤੇ ਹਮਲੇ ਦੀਆਂ ਖ਼ਬਰਾਂ ਆਈਆਂ। ਅੱਜ ਈਰਾਨ ਵੱਲੋਂ ਦੋ ਹਫ਼ਤਿਆਂ ਦੀ ਜੰਗਬੰਦੀ ਦਾ ਐਲਾਨ ਕਰਨ ਤੋਂ ਕੁਝ ਘੰਟੇ ਬਾਅਦ ਹੀ ਈਰਾਨ ਦੇ ਤੇਲ ਟਿਕਾਣਿਆਂ ਉੱਤੇ ਹਮਲੇ ਦੀਆਂ ਖ਼ਬਰਾਂ ਆਈਆਂ। ਅੱਜ ਈਰਾਨ ਵੱਲੋਂ ਦੋ ਹਫ਼ਤਿਆਂ ਦੀ ਜੰਗਬੰਦੀ ਦਾ ਐਲਾਨ ਕਰਨ ਤੋਂ ਕੁਝ ਘੰਟੇ ਬਾਅਦ ਹੀ ਈਰਾਨ ਦੇ ਤੇਲ ਟਿਕਾਣਿਆਂ ਉੱਤੇ ਹਮਲੇ ਦੀਆਂ ਖ਼ਬਰਾਂ ਆਈਆਂ।: [242, 794, 475, 863]
- article-headline: ਬਾਣੀ ਸੰਪਾਦਕ ਸਵ: ਜਸਪਾਲ ਸਿੰਘ ਹੇਰਾਂ ...: [490, 949, 708, 986]
- article-samrala: [3, 44, 235, 299]
- article-headline: ਈਰਾਨ ਅਤੇ ਅਮਰੀਕਾ 'ਚ ਜੰਗਬੰਦੀ ਦੇ ਸਮਝੌਤੇ ਤੇਲ...: [251, 1218, 466, 1231]
- article-body: ਵਿੱਚ ਵਿਸ਼ਵਾਸ ਅਤੇ ਕਿਸ਼ਤੀਆਂ ਵਿਚਕਾਰ ਸੁਰੱਖਿਅਤ ਲਾਂਘਾ ਦੇਣ ਦੀ ਅਪੀਲ ਕੀਤੀ ਸੀ। ਇਸ ਪ੍ਰਸਤਾਵ ਦੇ ਜਵਾਬ ਵਿੱਚ 10-ਨੁਕਾਤੀ ਯੋਜਨਾ ਦੇ ਢਾਂਚੇ ਅਤੇ ਅੰਤਰਰਾਸ਼ਟਰੀ ਸੰਸਥਾਵਾਂ ਵਿੱਚ ਵਰਕ ਕਰਨ ਦੀ ਗੱਲ ਕਹੀ ਗਈ। ਦੋ ਹਫ਼ਤਿਆਂ ਦੀ ਜੰਗਬੰਦੀ ਦੇ ਐਲਾਨ ਨਾਲ ਕੱਚੇ ਤੇਲ ਦੀਆਂ ਕੀਮਤਾਂ ਵਿਚ ਗਿਰਾਵਟ ਦਰਜ ਕੀਤੀ ਗਈ ਅਤੇ ਸ਼ੇਅਰ ਬਾਜ਼ਾਰਾਂ ਵਿਚ ਤੇਜ਼ੀ ਆਈ। ਵਿੱਚ ਵਿਸ਼ਵਾਸ ਅਤੇ ਕਿਸ਼ਤੀਆਂ ਵਿਚਕਾਰ ਸੁਰੱਖਿਅਤ ਲਾਂਘਾ ਦੇਣ ਦੀ ਅਪੀਲ ਕੀਤੀ ਸੀ। ਇਸ ਪ੍ਰਸਤਾਵ ਦੇ ਜਵਾਬ ਵਿੱਚ 10-ਨੁਕਾਤੀ ਯੋਜਨਾ ਦੇ ਢਾਂਚੇ ਅਤੇ ਅੰਤਰਰਾਸ਼ਟਰੀ ਸੰਸਥਾਵਾਂ ਵਿੱਚ ਵਰਕ ਕਰਨ ਦੀ ਗੱਲ ਕਹੀ ਗਈ। ਦੋ ਹਫ਼ਤਿਆਂ ਦੀ ਜੰਗਬੰਦੀ ਦੇ ਐਲਾਨ ਨਾਲ ਕੱਚੇ ਤੇਲ ਦੀਆਂ ਕੀਮਤਾਂ ਵਿਚ ਗਿਰਾਵਟ ਦਰਜ ਕੀਤੀ ਗਈ ਅਤੇ ਸ਼ੇਅਰ ਬਾਜ਼ਾਰਾਂ ਵਿਚ ਤੇਜ਼ੀ ਆਈ। ਵਿੱਚ ਵਿਸ਼ਵਾਸ ਅਤੇ ਕਿਸ਼ਤੀਆਂ ਵਿਚਕਾਰ ਸੁਰੱਖਿਅਤ ਲਾਂਘਾ ਦੇਣ ਦੀ ਅਪੀਲ ਕੀਤੀ ਸੀ। ਇਸ ਪ੍ਰਸਤਾਵ ਦੇ ਜਵਾਬ ਵਿੱਚ 10-ਨੁਕਾਤੀ ਯੋਜਨਾ ਦੇ ਢਾਂਚੇ ਅਤੇ ਅੰਤਰਰਾਸ਼ਟਰੀ ਸੰਸਥਾਵਾਂ ਵਿੱਚ ਵਰਕ ਕਰਨ ਦੀ ਗੱਲ ਕਹੀ ਗਈ। ਦੋ ਹਫ਼ਤਿਆਂ ਦੀ ਜੰਗਬੰਦੀ ਦੇ ਐਲਾਨ ਨਾਲ ਕੱਚੇ ਤੇਲ ਦੀਆਂ ਕੀਮਤਾਂ ਵਿਚ ਗਿਰਾਵਟ ਦਰਜ ਕੀਤੀ ਗਈ ਅਤੇ ਸ਼ੇਅਰ ਬਾਜ਼ਾਰਾਂ ਵਿਚ ਤੇਜ਼ੀ ਆਈ। ਵਿੱਚ ਵਿਸ਼ਵਾਸ ਅਤੇ ਕਿਸ਼ਤੀਆਂ ਵਿਚਕਾਰ ਸੁਰੱਖਿਅਤ ਲਾਂਘਾ ਦੇਣ ਦੀ ਅਪੀਲ ਕੀਤੀ ਸੀ। ਇਸ ਪ੍ਰਸਤਾਵ ਦੇ ਜਵਾਬ ਵਿੱਚ 10-ਨੁਕਾਤੀ ਯੋਜਨਾ ਦੇ ਢਾਂਚੇ ਅਤੇ ਅੰਤਰਰਾਸ਼ਟਰੀ ਸੰਸਥਾਵਾਂ ਵਿੱਚ ਵਰਕ ਕਰਨ ਦੀ ਗੱਲ ਕਹੀ ਗਈ। ਦੋ ਹਫ਼ਤਿਆਂ ਦੀ ਜੰਗਬੰਦੀ ਦੇ ਐਲਾਨ ਨਾਲ ਕੱਚੇ ਤੇਲ ਦੀਆਂ ਕੀਮਤਾਂ ਵਿਚ ਗਿਰਾਵਟ ਦਰਜ ਕੀਤੀ ਗਈ ਅਤੇ ਸ਼ੇਅਰ ਬਾਜ਼ਾਰਾਂ ਵਿਚ ਤੇਜ਼ੀ ਆਈ। ਵਿੱਚ ਵਿਸ਼ਵਾਸ ਅਤੇ ਕਿਸ਼ਤੀਆਂ ਵਿਚਕਾਰ ਸੁਰੱਖਿਅਤ ਲਾਂਘਾ ਦੇਣ ਦੀ ਅਪੀਲ ਕੀਤੀ ਸੀ। ਇਸ ਪ੍ਰਸਤਾਵ ਦੇ ਜਵਾਬ ਵਿੱਚ 10-ਨੁਕਾਤੀ ਯੋਜਨਾ ਦੇ ਢਾਂਚੇ ਅਤੇ ਅੰਤਰਰਾਸ਼ਟਰੀ ਸੰਸਥਾਵਾਂ ਵਿੱਚ ਵਰਕ ਕਰਨ ਦੀ ਗੱਲ ਕਹੀ ਗਈ। ਦੋ ਹਫ਼ਤਿਆਂ ਦੀ ਜੰਗਬੰਦੀ ਦੇ ਐਲਾਨ ਨਾਲ ਕੱਚੇ ਤੇਲ ਦੀਆਂ ਕੀਮਤਾਂ ਵਿਚ ਗਿਰਾਵਟ ਦਰਜ ਕੀਤੀ ਗਈ ਅਤੇ ਸ਼ੇਅਰ ਬਾਜ਼ਾਰਾਂ ਵਿਚ ਤੇਜ਼ੀ ਆਈ। ਵਿੱਚ ਵਿਸ਼ਵਾਸ ਅਤੇ ਕਿਸ਼ਤੀਆਂ ਵਿਚਕਾਰ ਸੁਰੱਖਿਅਤ ਲਾਂਘਾ ਦੇਣ ਦੀ ਅਪੀਲ ਕੀਤੀ ਸੀ। ਇਸ ਪ੍ਰਸਤਾਵ ਦੇ ਜਵਾਬ ਵਿੱਚ 10-ਨੁਕਾਤੀ ਯੋਜਨਾ ਦੇ ਢਾਂਚੇ ਅਤੇ ਅੰਤਰਰਾਸ਼ਟਰੀ ਸੰਸਥਾਵਾਂ ਵਿੱਚ ਵਰਕ ਕਰਨ ਦੀ ਗੱਲ ਕਹੀ ਗਈ। ਦੋ ਹਫ਼ਤਿਆਂ ਦੀ ਜੰਗਬੰਦੀ ਦੇ ਐਲਾਨ ਨਾਲ ਕੱਚੇ ਤੇਲ ਦੀਆਂ ਕੀਮਤਾਂ ਵਿਚ ਗਿਰਾਵਟ ਦਰਜ ਕੀਤੀ ਗਈ ਅਤੇ ਸ਼ੇਅਰ ਬਾਜ਼ਾਰਾਂ ਵਿਚ ਤੇਜ਼ੀ ਆਈ। ਵਿੱਚ ਵਿਸ਼ਵਾਸ ਅਤੇ ਕਿਸ਼ਤੀਆਂ ਵਿਚਕਾਰ ਸੁਰੱਖਿਅਤ ਲਾਂਘਾ ਦੇਣ ਦੀ ਅਪੀਲ ਕੀਤੀ ਸੀ। ਇਸ ਪ੍ਰਸਤਾਵ ਦੇ ਜਵਾਬ ਵਿੱਚ 10-ਨੁਕਾਤੀ ਯੋਜਨਾ ਦੇ ਢਾਂਚੇ ਅਤੇ ਅੰਤਰਰਾਸ਼ਟਰੀ ਸੰਸਥਾਵਾਂ ਵਿੱਚ ਵਰਕ ਕਰਨ ਦੀ ਗੱਲ ਕਹੀ ਗਈ। ਦੋ ਹਫ਼ਤਿਆਂ ਦੀ ਜੰਗਬੰਦੀ ਦੇ ਐਲਾਨ ਨਾਲ ਕੱਚੇ ਤੇਲ ਦੀਆਂ ਕੀਮਤਾਂ ਵਿਚ ਗਿਰਾਵਟ ਦਰਜ ਕੀਤੀ ਗਈ ਅਤੇ ਸ਼ੇਅਰ ਬਾਜ਼ਾਰਾਂ ਵਿਚ ਤੇਜ਼ੀ ਆਈ। ਵਿੱਚ ਵਿਸ਼ਵਾਸ ਅਤੇ ਕਿਸ਼ਤੀਆਂ ਵਿਚਕਾਰ ਸੁਰੱਖਿਅਤ ਲਾਂਘਾ ਦੇਣ ਦੀ ਅਪੀਲ ਕੀਤੀ ਸੀ। ਇਸ ਪ੍ਰਸਤਾਵ ਦੇ ਜਵਾਬ ਵਿੱਚ 10-ਨੁਕਾਤੀ ਯੋਜਨਾ ਦੇ ਢਾਂਚੇ ਅਤੇ ਅੰਤਰਰਾਸ਼ਟਰੀ ਸੰਸਥਾਵਾਂ ਵਿੱਚ ਵਰਕ ਕਰਨ ਦੀ ਗੱਲ ਕਹੀ ਗਈ। ਦੋ ਹਫ਼ਤਿਆਂ ਦੀ ਜੰਗਬੰਦੀ ਦੇ ਐਲਾਨ ਨਾਲ ਕੱਚੇ ਤੇਲ ਦੀਆਂ ਕੀਮਤਾਂ ਵਿਚ ਗਿਰਾਵਟ ਦਰਜ ਕੀਤੀ ਗਈ ਅਤੇ ਸ਼ੇਅਰ ਬਾਜ਼ਾਰਾਂ ਵਿਚ ਤੇਜ਼ੀ ਆਈ। ਵਿੱਚ ਵਿਸ਼ਵਾਸ ਅਤੇ ਕਿਸ਼ਤੀਆਂ ਵਿਚਕਾਰ ਸੁਰੱਖਿਅਤ ਲਾਂਘਾ ਦੇਣ ਦੀ ਅਪੀਲ ਕੀਤੀ ਸੀ। ਇਸ ਪ੍ਰਸਤਾਵ ਦੇ ਜਵਾਬ ਵਿੱਚ 10-ਨੁਕਾਤੀ ਯੋਜਨਾ ਦੇ ਢਾਂਚੇ ਅਤੇ ਅੰਤਰਰਾਸ਼ਟਰੀ ਸੰਸਥਾਵਾਂ ਵਿੱਚ ਵਰਕ ਕਰਨ ਦੀ ਗੱਲ ਕਹੀ ਗਈ। ਦੋ ਹਫ਼ਤਿਆਂ ਦੀ ਜੰਗਬੰਦੀ ਦੇ ਐਲਾਨ ਨਾਲ ਕੱਚੇ ਤੇਲ ਦੀਆਂ ਕੀਮਤਾਂ ਵਿਚ ਗਿਰਾਵਟ ਦਰਜ ਕੀਤੀ ਗਈ ਅਤੇ ਸ਼ੇਅਰ ਬਾਜ਼ਾਰਾਂ ਵਿਚ ਤੇਜ਼ੀ ਆਈ। ਵਿੱਚ ਵਿਸ਼ਵਾਸ ਅਤੇ ਕਿਸ਼ਤੀਆਂ ਵਿਚਕਾਰ ਸੁਰੱਖਿਅਤ ਲਾਂਘਾ ਦੇਣ ਦੀ ਅਪੀਲ ਕੀਤੀ ਸੀ। ਇਸ ਪ੍ਰਸਤਾਵ ਦੇ ਜਵਾਬ ਵਿੱਚ 10-ਨੁਕਾਤੀ ਯੋਜਨਾ ਦੇ ਢਾਂਚੇ ਅਤੇ ਅੰਤਰਰਾਸ਼ਟਰੀ ਸੰਸਥਾਵਾਂ ਵਿੱਚ ਵਰਕ ਕਰਨ ਦੀ ਗੱਲ ਕਹੀ ਗਈ। ਦੋ ਹਫ਼ਤਿਆਂ ਦੀ ਜੰਗਬੰਦੀ ਦੇ ਐਲਾਨ ਨਾਲ ਕੱਚੇ ਤੇਲ ਦੀਆਂ ਕੀਮਤਾਂ ਵਿਚ ਗਿਰਾਵਟ ਦਰਜ ਕੀਤੀ ਗਈ ਅਤੇ ਸ਼ੇਅਰ ਬਾਜ਼ਾਰਾਂ ਵਿਚ ਤੇਜ਼ੀ ਆਈ। ਵਿੱਚ ਵਿਸ਼ਵਾਸ ਅਤੇ ਕਿਸ਼ਤੀਆਂ ਵਿਚਕਾਰ ਸੁਰੱਖਿਅਤ ਲਾਂਘਾ ਦੇਣ ਦੀ ਅਪੀਲ ਕੀਤੀ ਸੀ। ਇਸ ਪ੍ਰਸਤਾਵ ਦੇ ਜਵਾਬ ਵਿੱਚ 10-ਨੁਕਾਤੀ ਯੋਜਨਾ ਦੇ ਢਾਂਚੇ ਅਤੇ ਅੰਤਰਰਾਸ਼ਟਰੀ ਸੰਸਥਾਵਾਂ ਵਿੱਚ ਵਰਕ ਕਰਨ ਦੀ ਗੱਲ ਕਹੀ ਗਈ। ਦੋ ਹਫ਼ਤਿਆਂ ਦੀ ਜੰਗਬੰਦੀ ਦੇ ਐਲਾਨ ਨਾਲ ਕੱਚੇ ਤੇਲ ਦੀਆਂ ਕੀਮਤਾਂ ਵਿਚ ਗਿਰਾਵਟ ਦਰਜ ਕੀਤੀ ਗਈ ਅਤੇ ਸ਼ੇਅਰ ਬਾਜ਼ਾਰਾਂ ਵਿਚ ਤੇਜ਼ੀ ਆਈ। ਵਿੱਚ ਵਿਸ਼ਵਾਸ ਅਤੇ ਕਿਸ਼ਤੀਆਂ ਵਿਚਕਾਰ ਸੁਰੱਖਿਅਤ ਲਾਂਘਾ ਦੇਣ ਦੀ ਅਪੀਲ ਕੀਤੀ ਸੀ। ਇਸ ਪ੍ਰਸਤਾਵ ਦੇ ਜਵਾਬ ਵਿੱਚ 10-ਨੁਕਾਤੀ ਯੋਜਨਾ ਦੇ ਢਾਂਚੇ ਅਤੇ ਅੰਤਰਰਾਸ਼ਟਰੀ ਸੰਸਥਾਵਾਂ ਵਿੱਚ ਵਰਕ ਕਰਨ ਦੀ ਗੱਲ ਕਹੀ ਗਈ। ਦੋ ਹਫ਼ਤਿਆਂ ਦੀ ਜੰਗਬੰਦੀ ਦੇ ਐਲਾਨ ਨਾਲ ਕੱਚੇ ਤੇਲ ਦੀਆਂ ਕੀਮਤਾਂ ਵਿਚ ਗਿਰਾਵਟ ਦਰਜ ਕੀਤੀ ਗਈ ਅਤੇ ਸ਼ੇਅਰ ਬਾਜ਼ਾਰਾਂ ਵਿਚ ਤੇਜ਼ੀ ਆਈ। ਵਿੱਚ ਵਿਸ਼ਵਾਸ ਅਤੇ ਕਿਸ਼ਤੀਆਂ ਵਿਚਕਾਰ ਸੁਰੱਖਿਅਤ ਲਾਂਘਾ ਦੇਣ ਦੀ ਅਪੀਲ ਕੀਤੀ ਸੀ। ਇਸ ਪ੍ਰਸਤਾਵ ਦੇ ਜਵਾਬ ਵਿੱਚ 10-ਨੁਕਾਤੀ ਯੋਜਨਾ ਦੇ ਢਾਂਚੇ ਅਤੇ ਅੰਤਰਰਾਸ਼ਟਰੀ ਸੰਸਥਾਵਾਂ ਵਿੱਚ ਵਰਕ ਕਰਨ ਦੀ ਗੱਲ ਕਹੀ ਗਈ। ਦੋ ਹਫ਼ਤਿਆਂ ਦੀ ਜੰਗਬੰਦੀ ਦੇ ਐਲਾਨ ਨਾਲ ਕੱਚੇ ਤੇਲ ਦੀਆਂ ਕੀਮਤਾਂ ਵਿਚ ਗਿਰਾਵਟ ਦਰਜ ਕੀਤੀ ਗਈ ਅਤੇ ਸ਼ੇਅਰ ਬਾਜ਼ਾਰਾਂ ਵਿਚ ਤੇਜ਼ੀ ਆਈ। ਵਿੱਚ ਵਿਸ਼ਵਾਸ ਅਤੇ ਕਿਸ਼ਤੀਆਂ ਵਿਚਕਾਰ ਸੁਰੱਖਿਅਤ ਲਾਂਘਾ ਦੇਣ ਦੀ ਅਪੀਲ ਕੀਤੀ ਸੀ। ਇਸ ਪ੍ਰਸਤਾਵ ਦੇ ਜਵਾਬ ਵਿੱਚ 10-ਨੁਕਾਤੀ ਯੋਜਨਾ ਦੇ ਢਾਂਚੇ ਅਤੇ ਅੰਤਰਰਾਸ਼ਟਰੀ ਸੰਸਥਾਵਾਂ ਵਿੱਚ ਵਰਕ ਕਰਨ ਦੀ ਗੱਲ ਕਹੀ ਗਈ। ਦੋ ਹਫ਼ਤਿਆਂ ਦੀ ਜੰਗਬੰਦੀ ਦੇ ਐਲਾਨ ਨਾਲ ਕੱਚੇ ਤੇਲ ਦੀਆਂ ਕੀਮਤਾਂ ਵਿਚ ਗਿਰਾਵਟ ਦਰਜ ਕੀਤੀ ਗਈ ਅਤੇ ਸ਼ੇਅਰ ਬਾਜ਼ਾਰਾਂ ਵਿਚ ਤੇਜ਼ੀ ਆਈ। ਵਿੱਚ ਵਿਸ਼ਵਾਸ ਅਤੇ ਕਿਸ਼ਤੀਆਂ ਵਿਚਕਾਰ ਸੁਰੱਖਿਅਤ ਲਾਂਘਾ ਦੇਣ ਦੀ ਅਪੀਲ ਕੀਤੀ ਸੀ। ਇਸ ਪ੍ਰਸਤਾਵ ਦੇ ਜਵਾਬ ਵਿੱਚ 10-ਨੁਕਾਤੀ ਯੋਜਨਾ ਦੇ ਢਾਂਚੇ ਅਤੇ ਅੰਤਰਰਾਸ਼ਟਰੀ ਸੰਸਥਾਵਾਂ ਵਿੱਚ ਵਰਕ ਕਰਨ ਦੀ ਗੱਲ ਕਹੀ ਗਈ। ਦੋ ਹਫ਼ਤਿਆਂ ਦੀ ਜੰਗਬੰਦੀ ਦੇ ਐਲਾਨ ਨਾਲ ਕੱਚੇ ਤੇਲ ਦੀਆਂ ਕੀਮਤਾਂ ਵਿਚ ਗਿਰਾਵਟ ਦਰਜ ਕੀਤੀ ਗਈ ਅਤੇ ਸ਼ੇਅਰ ਬਾਜ਼ਾਰਾਂ ਵਿਚ ਤੇਜ਼ੀ ਆਈ। ਵਿੱਚ ਵਿਸ਼ਵਾਸ ਅਤੇ ਕਿਸ਼ਤੀਆਂ ਵਿਚਕਾਰ ਸੁਰੱਖਿਅਤ ਲਾਂਘਾ ਦੇਣ ਦੀ ਅਪੀਲ ਕੀਤੀ ਸੀ। ਇਸ ਪ੍ਰਸਤਾਵ ਦੇ ਜਵਾਬ ਵਿੱਚ 10-ਨੁਕਾਤੀ ਯੋਜਨਾ ਦੇ ਢਾਂਚੇ ਅਤੇ ਅੰਤਰਰਾਸ਼ਟਰੀ ਸੰਸਥਾਵਾਂ ਵਿੱਚ ਵਰਕ ਕਰਨ ਦੀ ਗੱਲ ਕਹੀ ਗਈ। ਦੋ ਹਫ਼ਤਿਆਂ ਦੀ ਜੰਗਬੰਦੀ ਦੇ ਐਲਾਨ ਨਾਲ ਕੱਚੇ ਤੇਲ ਦੀਆਂ ਕੀਮਤਾਂ ਵਿਚ ਗਿਰਾਵਟ ਦਰਜ ਕੀਤੀ ਗਈ ਅਤੇ ਸ਼ੇਅਰ ਬਾਜ਼ਾਰਾਂ ਵਿਚ ਤੇਜ਼ੀ ਆਈ। ਵਿੱਚ ਵਿਸ਼ਵਾਸ ਅਤੇ ਕਿਸ਼ਤੀਆਂ ਵਿਚਕਾਰ ਸੁਰੱਖਿਅਤ ਲਾਂਘਾ ਦੇਣ ਦੀ ਅਪੀਲ ਕੀਤੀ ਸੀ। ਇਸ ਪ੍ਰਸਤਾਵ ਦੇ ਜਵਾਬ ਵਿੱਚ 10-ਨੁਕਾਤੀ ਯੋਜਨਾ ਦੇ ਢਾਂਚੇ ਅਤੇ ਅੰਤਰਰਾਸ਼ਟਰੀ ਸੰਸਥਾਵਾਂ ਵਿੱਚ ਵਰਕ ਕਰਨ ਦੀ ਗੱਲ ਕਹੀ ਗਈ। ਦੋ ਹਫ਼ਤਿਆਂ ਦੀ ਜੰਗਬੰਦੀ ਦੇ ਐਲਾਨ ਨਾਲ ਕੱਚੇ ਤੇਲ ਦੀਆਂ ਕੀਮਤਾਂ ਵਿਚ ਗਿਰਾਵਟ ਦਰਜ ਕੀਤੀ ਗਈ ਅਤੇ ਸ਼ੇਅਰ ਬਾਜ਼ਾਰਾਂ ਵਿਚ ਤੇਜ਼ੀ ਆਈ। ਵਿੱਚ ਵਿਸ਼ਵਾਸ ਅਤੇ ਕਿਸ਼ਤੀਆਂ ਵਿਚਕਾਰ ਸੁਰੱਖਿਅਤ ਲਾਂਘਾ ਦੇਣ ਦੀ ਅਪੀਲ ਕੀਤੀ ਸੀ। ਇਸ ਪ੍ਰਸਤਾਵ ਦੇ ਜਵਾਬ ਵਿੱਚ 10-ਨੁਕਾਤੀ ਯੋਜਨਾ ਦੇ ਢਾਂਚੇ ਅਤੇ ਅੰਤਰਰਾਸ਼ਟਰੀ ਸੰਸਥਾਵਾਂ ਵਿੱਚ ਵਰਕ ਕਰਨ ਦੀ ਗੱਲ ਕਹੀ ਗਈ। ਦੋ ਹਫ਼ਤਿਆਂ ਦੀ ਜੰਗਬੰਦੀ ਦੇ ਐਲਾਨ ਨਾਲ ਕੱਚੇ ਤੇਲ ਦੀਆਂ ਕੀਮਤਾਂ ਵਿਚ ਗਿਰਾਵਟ ਦਰਜ ਕੀਤੀ ਗਈ ਅਤੇ ਸ਼ੇਅਰ ਬਾਜ਼ਾਰਾਂ ਵਿਚ ਤੇਜ਼ੀ ਆਈ। ਵਿੱਚ ਵਿਸ਼ਵਾਸ ਅਤੇ ਕਿਸ਼ਤੀਆਂ ਵਿਚਕਾਰ ਸੁਰੱਖਿਅਤ ਲਾਂਘਾ ਦੇਣ ਦੀ ਅਪੀਲ ਕੀਤੀ ਸੀ। ਇਸ ਪ੍ਰਸਤਾਵ ਦੇ ਜਵਾਬ ਵਿੱਚ 10-ਨੁਕਾਤੀ ਯੋਜਨਾ ਦੇ ਢਾਂਚੇ ਅਤੇ ਅੰਤਰਰਾਸ਼ਟਰੀ ਸੰਸਥਾਵਾਂ ਵਿੱਚ ਵਰਕ ਕਰਨ ਦੀ ਗੱਲ ਕਹੀ ਗਈ। ਦੋ ਹਫ਼ਤਿਆਂ ਦੀ ਜੰਗਬੰਦੀ ਦੇ ਐਲਾਨ ਨਾਲ ਕੱਚੇ ਤੇਲ ਦੀਆਂ ਕੀਮਤਾਂ ਵਿਚ ਗਿਰਾਵਟ ਦਰਜ ਕੀਤੀ ਗਈ ਅਤੇ ਸ਼ੇਅਰ ਬਾਜ਼ਾਰਾਂ ਵਿਚ ਤੇਜ਼ੀ ਆਈ। ਵਿੱਚ ਵਿਸ਼ਵਾਸ ਅਤੇ ਕਿਸ਼ਤੀਆਂ ਵਿਚਕਾਰ ਸੁਰੱਖਿਅਤ ਲਾਂਘਾ ਦੇਣ ਦੀ ਅਪੀਲ ਕੀਤੀ ਸੀ। ਇਸ ਪ੍ਰਸਤਾਵ ਦੇ ਜਵਾਬ ਵਿੱਚ 10-ਨੁਕਾਤੀ ਯੋਜਨਾ ਦੇ ਢਾਂਚੇ ਅਤੇ ਅੰਤਰਰਾਸ਼ਟਰੀ ਸੰਸਥਾਵਾਂ ਵਿੱਚ ਵਰਕ ਕਰਨ ਦੀ ਗੱਲ ਕਹੀ ਗਈ। ਦੋ ਹਫ਼ਤਿਆਂ ਦੀ ਜੰਗਬੰਦੀ ਦੇ ਐਲਾਨ ਨਾਲ ਕੱਚੇ ਤੇਲ ਦੀਆਂ ਕੀਮਤਾਂ ਵਿਚ ਗਿਰਾਵਟ ਦਰਜ ਕੀਤੀ ਗਈ ਅਤੇ ਸ਼ੇਅਰ ਬਾਜ਼ਾਰਾਂ ਵਿਚ ਤੇਜ਼ੀ ਆਈ। ਵਿੱਚ ਵਿਸ਼ਵਾਸ ਅਤੇ ਕਿਸ਼ਤੀਆਂ ਵਿਚਕਾਰ ਸੁਰੱਖਿਅਤ ਲਾਂਘਾ ਦੇਣ ਦੀ ਅਪੀਲ ਕੀਤੀ ਸੀ। ਇਸ ਪ੍ਰਸਤਾਵ ਦੇ ਜਵਾਬ ਵਿੱਚ 10-ਨੁਕਾਤੀ ਯੋਜਨਾ ਦੇ ਢਾਂਚੇ ਅਤੇ ਅੰਤਰਰਾਸ਼ਟਰੀ ਸੰਸਥਾਵਾਂ ਵਿੱਚ ਵਰਕ ਕਰਨ ਦੀ ਗੱਲ ਕਹੀ ਗਈ। ਦੋ ਹਫ਼ਤਿਆਂ ਦੀ ਜੰਗਬੰਦੀ ਦੇ ਐਲਾਨ ਨਾਲ ਕੱਚੇ ਤੇਲ ਦੀਆਂ ਕੀਮਤਾਂ ਵਿਚ ਗਿਰਾਵਟ ਦਰਜ ਕੀਤੀ ਗਈ ਅਤੇ ਸ਼ੇਅਰ ਬਾਜ਼ਾਰਾਂ ਵਿਚ ਤੇਜ਼ੀ ਆਈ।: [242, 104, 475, 766]
- article-2-december: [482, 350, 716, 640]
- article-headline: ਪੰਜਾਬ 'ਚ ਮੀਂਹ ਤੇ ਗੜ੍ਹੇਮਾਰੀ ਨਾਲ ...: [744, 362, 921, 377]
- article-photo: [3, 708, 235, 868]
- article-headline: ਸ੍ਰੀ ਗੁਰੂ ਗੋਬਿੰਦ ਸਿੰਘ ਵਰਲਡ ਯੂਨੀਵਰਸਿਟੀ ਨੇ ਪੀ ਐਸ ਟੈਟ ਵਿੱਚ ਸ਼ਾਨਦਾਰ ਨਤੀਜਿਆਂ ਨਾਲ ਅਕਾਦਮਿਕ ਉਤਕ੍ਰਿਸ਼ਟਤਾ ਦਾ ਨਵਾਂ ਮਾਪਦੰਡ ਸਥਾਪਿਤ ਕੀਤਾ: [7, 1019, 231, 1059]
- article-headline: ਸਮਰਾਲਾ ਯੂਥ ਕਾਂਗਰਸ ਦੇ ਅਹੁਦੇਦਾਰਾਂ ਦੀ ਮੀਟਿੰਗ ਹੋਈ: [3, 44, 235, 80]
- article-jaspal-singh-heran: [482, 950, 716, 1278]
- article-headline: 'ਸ਼ਾਨਦਾਰ ਚਾਰ ਸਾਲ ਭਗਵੰਤ ਮਾਨ ਨਾਲ' ਦੀ ਲਹਿਰ ਨਾਲ ਸੂਬੇ ਦਾ ਸਰਵਪੱਖੀ ਵਿਕਾਸ ਹੋਇਆ -ਬਲਾਕ ਸੰਮਤੀ ਮੈਂਬਰ ਕਾਉਂਕੇ: [731, 1152, 934, 1192]
- article-body: ਮੰਡੀ ਗੋਬਿੰਦਗੜ੍ਹ, 8 ਅਪ੍ਰੈਲ (ਕੁਲਦੀਪ ਸਿੰਘ ਲੁਹਾਰਾ)-ਪੰਜਾਬ ਇੰਸਟੀਚਿਊਟ ਆਫ਼ ਮੈਨੇਜਮੈਂਟ ਐਂਡ ਟੈਕਨਾਲੋਜੀ, ਅਲੌੜ੍ਹ/ਖੰਨਾ ਵਿਖੇ ਵਿਦਿਆਰਥੀਆਂ ਲਈ ਫੁਲਸੈਂਟ ਪ੍ਰੋਗਰਾਮ ਕਰਵਾਇਆ ਗਿਆ। ਇਸ ਮੌਕੇ ਕਾਲਜ ਦੇ ਡਾਇਰੈਕਟਰ ਅਤੇ ਸਟਾਫ਼ ਮੈਂਬਰ ਹਾਜ਼ਰ ਸਨ। ਮੰਡੀ ਗੋਬਿੰਦਗੜ੍ਹ, 8 ਅਪ੍ਰੈਲ (ਕੁਲਦੀਪ ਸਿੰਘ ਲੁਹਾਰਾ)-ਪੰਜਾਬ ਇੰਸਟੀਚਿਊਟ ਆਫ਼ ਮੈਨੇਜਮੈਂਟ ਐਂਡ ਟੈਕਨਾਲੋਜੀ, ਅਲੌੜ੍ਹ/ਖੰਨਾ ਵਿਖੇ ਵਿਦਿਆਰਥੀਆਂ ਲਈ ਫੁਲਸੈਂਟ ਪ੍ਰੋਗਰਾਮ ਕਰਵਾਇਆ ਗਿਆ। ਇਸ ਮੌਕੇ ਕਾਲਜ ਦੇ ਡਾਇਰੈਕਟਰ ਅਤੇ ਸਟਾਫ਼ ਮੈਂਬਰ ਹਾਜ਼ਰ ਸਨ। ਮੰਡੀ ਗੋਬਿੰਦਗੜ੍ਹ, 8 ਅਪ੍ਰੈਲ (ਕੁਲਦੀਪ ਸਿੰਘ ਲੁਹਾਰਾ)-ਪੰਜਾਬ ਇੰਸਟੀਚਿਊਟ ਆਫ਼ ਮੈਨੇਜਮੈਂਟ ਐਂਡ ਟੈਕਨਾਲੋਜੀ, ਅਲੌੜ੍ਹ/ਖੰਨਾ ਵਿਖੇ ਵਿਦਿਆਰਥੀਆਂ ਲਈ ਫੁਲਸੈਂਟ ਪ੍ਰੋਗਰਾਮ ਕਰਵਾਇਆ ਗਿਆ। ਇਸ ਮੌਕੇ ਕਾਲਜ ਦੇ ਡਾਇਰੈਕਟਰ ਅਤੇ ਸਟਾਫ਼ ਮੈਂਬਰ ਹਾਜ਼ਰ ਸਨ। ਮੰਡੀ ਗੋਬਿੰਦਗੜ੍ਹ, 8 ਅਪ੍ਰੈਲ (ਕੁਲਦੀਪ ਸਿੰਘ ਲੁਹਾਰਾ)-ਪੰਜਾਬ ਇੰਸਟੀਚਿਊਟ ਆਫ਼ ਮੈਨੇਜਮੈਂਟ ਐਂਡ ਟੈਕਨਾਲੋਜੀ, ਅਲੌੜ੍ਹ/ਖੰਨਾ ਵਿਖੇ ਵਿਦਿਆਰਥੀਆਂ ਲਈ ਫੁਲਸੈਂਟ ਪ੍ਰੋਗਰਾਮ ਕਰਵਾਇਆ ਗਿਆ। ਇਸ ਮੌਕੇ ਕਾਲਜ ਦੇ ਡਾਇਰੈਕਟਰ ਅਤੇ ਸਟਾਫ਼ ਮੈਂਬਰ ਹਾਜ਼ਰ ਸਨ। ਮੰਡੀ ਗੋਬਿੰਦਗੜ੍ਹ, 8 ਅਪ੍ਰੈਲ (ਕੁਲਦੀਪ ਸਿੰਘ ਲੁਹਾਰਾ)-ਪੰਜਾਬ ਇੰਸਟੀਚਿਊਟ ਆਫ਼ ਮੈਨੇਜਮੈਂਟ ਐਂਡ ਟੈਕਨਾਲੋਜੀ, ਅਲੌੜ੍ਹ/ਖੰਨਾ ਵਿਖੇ ਵਿਦਿਆਰਥੀਆਂ ਲਈ ਫੁਲਸੈਂਟ ਪ੍ਰੋਗਰਾਮ ਕਰਵਾਇਆ ਗਿਆ। ਇਸ ਮੌਕੇ ਕਾਲਜ ਦੇ ਡਾਇਰੈਕਟਰ ਅਤੇ ਸਟਾਫ਼ ਮੈਂਬਰ ਹਾਜ਼ਰ ਸਨ। ਮੰਡੀ ਗੋਬਿੰਦਗੜ੍ਹ, 8 ਅਪ੍ਰੈਲ (ਕੁਲਦੀਪ ਸਿੰਘ ਲੁਹਾਰਾ)-ਪੰਜਾਬ ਇੰਸਟੀਚਿਊਟ ਆਫ਼ ਮੈਨੇਜਮੈਂਟ ਐਂਡ ਟੈਕਨਾਲੋਜੀ, ਅਲੌੜ੍ਹ/ਖੰਨਾ ਵਿਖੇ ਵਿਦਿਆਰਥੀਆਂ ਲਈ ਫੁਲਸੈਂਟ ਪ੍ਰੋਗਰਾਮ ਕਰਵਾਇਆ ਗਿਆ। ਇਸ ਮੌਕੇ ਕਾਲਜ ਦੇ ਡਾਇਰੈਕਟਰ ਅਤੇ ਸਟਾਫ਼ ਮੈਂਬਰ ਹਾਜ਼ਰ ਸਨ।: [3, 871, 235, 1009]
- article-body: ਉਧਰ ਪੰਜਾਬੀ ਟੀਮ ਡੈਸਕ ਦੀ ਅਗਵਾਈ ਵਿੱਚ ਮੀਂਹ ਤੇ ਗੜ੍ਹੇਮਾਰੀ ਨਾਲ ਹੋਏ ਨੁਕਸਾਨ ਦਾ ਜਾਇਜ਼ਾ ਲਿਆ ਗਿਆ। ਉਧਰ ਪੰਜਾਬੀ ਟੀਮ ਡੈਸਕ ਦੀ ਅਗਵਾਈ ਵਿੱਚ ਮੀਂਹ ਤੇ ਗੜ੍ਹੇਮਾਰੀ ਨਾਲ ਹੋਏ ਨੁਕਸਾਨ ਦਾ ਜਾਇਜ਼ਾ ਲਿਆ ਗਿਆ। ਉਧਰ ਪੰਜਾਬੀ ਟੀਮ ਡੈਸਕ ਦੀ ਅਗਵਾਈ ਵਿੱਚ ਮੀਂਹ ਤੇ ਗੜ੍ਹੇਮਾਰੀ ਨਾਲ ਹੋਏ ਨੁਕਸਾਨ ਦਾ ਜਾਇਜ਼ਾ ਲਿਆ ਗਿਆ। ਉਧਰ ਪੰਜਾਬੀ ਟੀਮ ਡੈਸਕ ਦੀ ਅਗਵਾਈ ਵਿੱਚ ਮੀਂਹ ਤੇ ਗੜ੍ਹੇਮਾਰੀ ਨਾਲ ਹੋਏ ਨੁਕਸਾਨ ਦਾ ਜਾਇਜ਼ਾ ਲਿਆ ਗਿਆ। ਉਧਰ ਪੰਜਾਬੀ ਟੀਮ ਡੈਸਕ ਦੀ ਅਗਵਾਈ ਵਿੱਚ ਮੀਂਹ ਤੇ ਗੜ੍ਹੇਮਾਰੀ ਨਾਲ ਹੋਏ ਨੁਕਸਾਨ ਦਾ ਜਾਇਜ਼ਾ ਲਿਆ ਗਿਆ। ਉਧਰ ਪੰਜਾਬੀ ਟੀਮ ਡੈਸਕ ਦੀ ਅਗਵਾਈ ਵਿੱਚ ਮੀਂਹ ਤੇ ਗੜ੍ਹੇਮਾਰੀ ਨਾਲ ਹੋਏ ਨੁਕਸਾਨ ਦਾ ਜਾਇਜ਼ਾ ਲਿਆ ਗਿਆ। ਉਧਰ ਪੰਜਾਬੀ ਟੀਮ ਡੈਸਕ ਦੀ ਅਗਵਾਈ ਵਿੱਚ ਮੀਂਹ ਤੇ ਗੜ੍ਹੇਮਾਰੀ ਨਾਲ ਹੋਏ ਨੁਕਸਾਨ ਦਾ ਜਾਇਜ਼ਾ ਲਿਆ ਗਿਆ। ਉਧਰ ਪੰਜਾਬੀ ਟੀਮ ਡੈਸਕ ਦੀ ਅਗਵਾਈ ਵਿੱਚ ਮੀਂਹ ਤੇ ਗੜ੍ਹੇਮਾਰੀ ਨਾਲ ਹੋਏ ਨੁਕਸਾਨ ਦਾ ਜਾਇਜ਼ਾ ਲਿਆ ਗਿਆ। ਉਧਰ ਪੰਜਾਬੀ ਟੀਮ ਡੈਸਕ ਦੀ ਅਗਵਾਈ ਵਿੱਚ ਮੀਂਹ ਤੇ ਗੜ੍ਹੇਮਾਰੀ ਨਾਲ ਹੋਏ ਨੁਕਸਾਨ ਦਾ ਜਾਇਜ਼ਾ ਲਿਆ ਗਿਆ। ਉਧਰ ਪੰਜਾਬੀ ਟੀਮ ਡੈਸਕ ਦੀ ਅਗਵਾਈ ਵਿੱਚ ਮੀਂਹ ਤੇ ਗੜ੍ਹੇਮਾਰੀ ਨਾਲ ਹੋਏ ਨੁਕਸਾਨ ਦਾ ਜਾਇਜ਼ਾ ਲਿਆ ਗਿਆ। ਉਧਰ ਪੰਜਾਬੀ ਟੀਮ ਡੈਸਕ ਦੀ ਅਗਵਾਈ ਵਿੱਚ ਮੀਂਹ ਤੇ ਗੜ੍ਹੇਮਾਰੀ ਨਾਲ ਹੋਏ ਨੁਕਸਾਨ ਦਾ ਜਾਇਜ਼ਾ ਲਿਆ ਗਿਆ। ਉਧਰ ਪੰਜਾਬੀ ਟੀਮ ਡੈਸਕ ਦੀ ਅਗਵਾਈ ਵਿੱਚ ਮੀਂਹ ਤੇ ਗੜ੍ਹੇਮਾਰੀ ਨਾਲ ਹੋਏ ਨੁਕਸਾਨ ਦਾ ਜਾਇਜ਼ਾ ਲਿਆ ਗਿਆ। ਉਧਰ ਪੰਜਾਬੀ ਟੀਮ ਡੈਸਕ ਦੀ ਅਗਵਾਈ ਵਿੱਚ ਮੀਂਹ ਤੇ ਗੜ੍ਹੇਮਾਰੀ ਨਾਲ ਹੋਏ ਨੁਕਸਾਨ ਦਾ ਜਾਇਜ਼ਾ ਲਿਆ ਗਿਆ। ਉਧਰ ਪੰਜਾਬੀ ਟੀਮ ਡੈਸਕ ਦੀ ਅਗਵਾਈ ਵਿੱਚ ਮੀਂਹ ਤੇ ਗੜ੍ਹੇਮਾਰੀ ਨਾਲ ਹੋਏ ਨੁਕਸਾਨ ਦਾ ਜਾਇਜ਼ਾ ਲਿਆ ਗਿਆ। ਉਧਰ ਪੰਜਾਬੀ ਟੀਮ ਡੈਸਕ ਦੀ ਅਗਵਾਈ ਵਿੱਚ ਮੀਂਹ ਤੇ ਗੜ੍ਹੇਮਾਰੀ ਨਾਲ ਹੋਏ ਨੁਕਸਾਨ ਦਾ ਜਾਇਜ਼ਾ ਲਿਆ ਗਿਆ। ਉਧਰ ਪੰਜਾਬੀ ਟੀਮ ਡੈਸਕ ਦੀ ਅਗਵਾਈ ਵਿੱਚ ਮੀਂਹ ਤੇ ਗੜ੍ਹੇਮਾਰੀ ਨਾਲ ਹੋਏ ਨੁਕਸਾਨ ਦਾ ਜਾਇਜ਼ਾ ਲਿਆ ਗਿਆ। ਉਧਰ ਪੰਜਾਬੀ ਟੀਮ ਡੈਸਕ ਦੀ ਅਗਵਾਈ ਵਿੱਚ ਮੀਂਹ ਤੇ ਗੜ੍ਹੇਮਾਰੀ ਨਾਲ ਹੋਏ ਨੁਕਸਾਨ ਦਾ ਜਾਇਜ਼ਾ ਲਿਆ ਗਿਆ।: [723, 652, 942, 841]
- article-body: ਸ਼੍ਰੋਮਣੀ ਅਕਾਲੀ ਦਲ ਦੇ ਆਗੂਆਂ ਨੂੰ 2 ਦਸੰਬਰ 2024 ਨੂੰ ਸ੍ਰੀ ਅਕਾਲ ਤਖ਼ਤ ਸਾਹਿਬ ਤੋਂ ਸੁਣਾਏ ਹੁਕਮਨਾਮੇ ਦੀ ਪਾਲਣਾ ਸਾਬਤ ਕਰਨੀ ਪਵੇਗੀ। ਸ਼੍ਰੋਮਣੀ ਅਕਾਲੀ ਦਲ ਦੇ ਆਗੂਆਂ ਨੂੰ 2 ਦਸੰਬਰ 2024 ਨੂੰ ਸ੍ਰੀ ਅਕਾਲ ਤਖ਼ਤ ਸਾਹਿਬ ਤੋਂ ਸੁਣਾਏ ਹੁਕਮਨਾਮੇ ਦੀ ਪਾਲਣਾ ਸਾਬਤ ਕਰਨੀ ਪਵੇਗੀ। ਸ਼੍ਰੋਮਣੀ ਅਕਾਲੀ ਦਲ ਦੇ ਆਗੂਆਂ ਨੂੰ 2 ਦਸੰਬਰ 2024 ਨੂੰ ਸ੍ਰੀ ਅਕਾਲ ਤਖ਼ਤ ਸਾਹਿਬ ਤੋਂ ਸੁਣਾਏ ਹੁਕਮਨਾਮੇ ਦੀ ਪਾਲਣਾ ਸਾਬਤ ਕਰਨੀ ਪਵੇਗੀ। ਸ਼੍ਰੋਮਣੀ ਅਕਾਲੀ ਦਲ ਦੇ ਆਗੂਆਂ ਨੂੰ 2 ਦਸੰਬਰ 2024 ਨੂੰ ਸ੍ਰੀ ਅਕਾਲ ਤਖ਼ਤ ਸਾਹਿਬ ਤੋਂ ਸੁਣਾਏ ਹੁਕਮਨਾਮੇ ਦੀ ਪਾਲਣਾ ਸਾਬਤ ਕਰਨੀ ਪਵੇਗੀ। ਸ਼੍ਰੋਮਣੀ ਅਕਾਲੀ ਦਲ ਦੇ ਆਗੂਆਂ ਨੂੰ 2 ਦਸੰਬਰ 2024 ਨੂੰ ਸ੍ਰੀ ਅਕਾਲ ਤਖ਼ਤ ਸਾਹਿਬ ਤੋਂ ਸੁਣਾਏ ਹੁਕਮਨਾਮੇ ਦੀ ਪਾਲਣਾ ਸਾਬਤ ਕਰਨੀ ਪਵੇਗੀ। ਸ਼੍ਰੋਮਣੀ ਅਕਾਲੀ ਦਲ ਦੇ ਆਗੂਆਂ ਨੂੰ 2 ਦਸੰਬਰ 2024 ਨੂੰ ਸ੍ਰੀ ਅਕਾਲ ਤਖ਼ਤ ਸਾਹਿਬ ਤੋਂ ਸੁਣਾਏ ਹੁਕਮਨਾਮੇ ਦੀ ਪਾਲਣਾ ਸਾਬਤ ਕਰਨੀ ਪਵੇਗੀ। ਸ਼੍ਰੋਮਣੀ ਅਕਾਲੀ ਦਲ ਦੇ ਆਗੂਆਂ ਨੂੰ 2 ਦਸੰਬਰ 2024 ਨੂੰ ਸ੍ਰੀ ਅਕਾਲ ਤਖ਼ਤ ਸਾਹਿਬ ਤੋਂ ਸੁਣਾਏ ਹੁਕਮਨਾਮੇ ਦੀ ਪਾਲਣਾ ਸਾਬਤ ਕਰਨੀ ਪਵੇਗੀ। ਸ਼੍ਰੋਮਣੀ ਅਕਾਲੀ ਦਲ ਦੇ ਆਗੂਆਂ ਨੂੰ 2 ਦਸੰਬਰ 2024 ਨੂੰ ਸ੍ਰੀ ਅਕਾਲ ਤਖ਼ਤ ਸਾਹਿਬ ਤੋਂ ਸੁਣਾਏ ਹੁਕਮਨਾਮੇ ਦੀ ਪਾਲਣਾ ਸਾਬਤ ਕਰਨੀ ਪਵੇਗੀ। ਸ਼੍ਰੋਮਣੀ ਅਕਾਲੀ ਦਲ ਦੇ ਆਗੂਆਂ ਨੂੰ 2 ਦਸੰਬਰ 2024 ਨੂੰ ਸ੍ਰੀ ਅਕਾਲ ਤਖ਼ਤ ਸਾਹਿਬ ਤੋਂ ਸੁਣਾਏ ਹੁਕਮਨਾਮੇ ਦੀ ਪਾਲਣਾ ਸਾਬਤ ਕਰਨੀ ਪਵੇਗੀ। ਸ਼੍ਰੋਮਣੀ ਅਕਾਲੀ ਦਲ ਦੇ ਆਗੂਆਂ ਨੂੰ 2 ਦਸੰਬਰ 2024 ਨੂੰ ਸ੍ਰੀ ਅਕਾਲ ਤਖ਼ਤ ਸਾਹਿਬ ਤੋਂ ਸੁਣਾਏ ਹੁਕਮਨਾਮੇ ਦੀ ਪਾਲਣਾ ਸਾਬਤ ਕਰਨੀ ਪਵੇਗੀ। ਸ਼੍ਰੋਮਣੀ ਅਕਾਲੀ ਦਲ ਦੇ ਆਗੂਆਂ ਨੂੰ 2 ਦਸੰਬਰ 2024 ਨੂੰ ਸ੍ਰੀ ਅਕਾਲ ਤਖ਼ਤ ਸਾਹਿਬ ਤੋਂ ਸੁਣਾਏ ਹੁਕਮਨਾਮੇ ਦੀ ਪਾਲਣਾ ਸਾਬਤ ਕਰਨੀ ਪਵੇਗੀ। ਸ਼੍ਰੋਮਣੀ ਅਕਾਲੀ ਦਲ ਦੇ ਆਗੂਆਂ ਨੂੰ 2 ਦਸੰਬਰ 2024 ਨੂੰ ਸ੍ਰੀ ਅਕਾਲ ਤਖ਼ਤ ਸਾਹਿਬ ਤੋਂ ਸੁਣਾਏ ਹੁਕਮਨਾਮੇ ਦੀ ਪਾਲਣਾ ਸਾਬਤ ਕਰਨੀ ਪਵੇਗੀ। ਸ਼੍ਰੋਮਣੀ ਅਕਾਲੀ ਦਲ ਦੇ ਆਗੂਆਂ ਨੂੰ 2 ਦਸੰਬਰ 2024 ਨੂੰ ਸ੍ਰੀ ਅਕਾਲ ਤਖ਼ਤ ਸਾਹਿਬ ਤੋਂ ਸੁਣਾਏ ਹੁਕਮਨਾਮੇ ਦੀ ਪਾਲਣਾ ਸਾਬਤ ਕਰਨੀ ਪਵੇਗੀ। ਸ਼੍ਰੋਮਣੀ ਅਕਾਲੀ ਦਲ ਦੇ ਆਗੂਆਂ ਨੂੰ 2 ਦਸੰਬਰ 2024 ਨੂੰ ਸ੍ਰੀ ਅਕਾਲ ਤਖ਼ਤ ਸਾਹਿਬ ਤੋਂ ਸੁਣਾਏ ਹੁਕਮਨਾਮੇ ਦੀ ਪਾਲਣਾ ਸਾਬਤ ਕਰਨੀ ਪਵੇਗੀ। ਸ਼੍ਰੋਮਣੀ ਅਕਾਲੀ ਦਲ ਦੇ ਆਗੂਆਂ ਨੂੰ 2 ਦਸੰਬਰ 2024 ਨੂੰ ਸ੍ਰੀ ਅਕਾਲ ਤਖ਼ਤ ਸਾਹਿਬ ਤੋਂ ਸੁਣਾਏ ਹੁਕਮਨਾਮੇ ਦੀ ਪਾਲਣਾ ਸਾਬਤ ਕਰਨੀ ਪਵੇਗੀ। ਸ਼੍ਰੋਮਣੀ ਅਕਾਲੀ ਦਲ ਦੇ ਆਗੂਆਂ ਨੂੰ 2 ਦਸੰਬਰ 2024 ਨੂੰ ਸ੍ਰੀ ਅਕਾਲ ਤਖ਼ਤ ਸਾਹਿਬ ਤੋਂ ਸੁਣਾਏ ਹੁਕਮਨਾਮੇ ਦੀ ਪਾਲਣਾ ਸਾਬਤ ਕਰਨੀ ਪਵੇਗੀ। ਸ਼੍ਰੋਮਣੀ ਅਕਾਲੀ ਦਲ ਦੇ ਆਗੂਆਂ ਨੂੰ 2 ਦਸੰਬਰ 2024 ਨੂੰ ਸ੍ਰੀ ਅਕਾਲ ਤਖ਼ਤ ਸਾਹਿਬ ਤੋਂ ਸੁਣਾਏ ਹੁਕਮਨਾਮੇ ਦੀ ਪਾਲਣਾ ਸਾਬਤ ਕਰਨੀ ਪਵੇਗੀ। ਸ਼੍ਰੋਮਣੀ ਅਕਾਲੀ ਦਲ ਦੇ ਆਗੂਆਂ ਨੂੰ 2 ਦਸੰਬਰ 2024 ਨੂੰ ਸ੍ਰੀ ਅਕਾਲ ਤਖ਼ਤ ਸਾਹਿਬ ਤੋਂ ਸੁਣਾਏ ਹੁਕਮਨਾਮੇ ਦੀ ਪਾਲਣਾ ਸਾਬਤ ਕਰਨੀ ਪਵੇਗੀ। ਸ਼੍ਰੋਮਣੀ ਅਕਾਲੀ ਦਲ ਦੇ ਆਗੂਆਂ ਨੂੰ 2 ਦਸੰਬਰ 2024 ਨੂੰ ਸ੍ਰੀ ਅਕਾਲ ਤਖ਼ਤ ਸਾਹਿਬ ਤੋਂ ਸੁਣਾਏ ਹੁਕਮਨਾਮੇ ਦੀ ਪਾਲਣਾ ਸਾਬਤ ਕਰਨੀ ਪਵੇਗੀ। ਸ਼੍ਰੋਮਣੀ ਅਕਾਲੀ ਦਲ ਦੇ ਆਗੂਆਂ ਨੂੰ 2 ਦਸੰਬਰ 2024 ਨੂੰ ਸ੍ਰੀ ਅਕਾਲ ਤਖ਼ਤ ਸਾਹਿਬ ਤੋਂ ਸੁਣਾਏ ਹੁਕਮਨਾਮੇ ਦੀ ਪਾਲਣਾ ਸਾਬਤ ਕਰਨੀ ਪਵੇਗੀ।: [482, 370, 716, 628]
- issue-date: ਵੀਰਵਾਰ, 9 ਅਪ੍ਰੈਲ 2026: [764, 18, 888, 32]
- article-headline: ਆਰ.ਬੀ.ਆਈ. ਵੱਲੋਂ ਰੈਪੋ ਰੇਟ ...: [741, 166, 924, 184]
- masthead: [0, 0, 945, 38]
- article-headline: ਈਰਾਨ ਅੱਗੇ ਝੁੱਕਿਆ ਅਮਰੀਕਾ,...: [279, 86, 438, 101]
- article-headline: ਬਦਲ ਸਾਬਤ ਕਰਨ ਕਿ 2 ਦਸੰਬਰ...: [499, 349, 699, 368]
- article-body: ਗਈ ਅਤੇ ਕਣਕ ਦੀ ਫ਼ਸਲ ਨੂੰ ਭਾਰੀ ਨੁਕਸਾਨ ਹੋਇਆ। ਕਿਸਾਨਾਂ ਨੇ ਸਰਕਾਰ ਤੋਂ ਗਿਰਦਾਵਰੀ ਕਰਵਾ ਕੇ ਮੁਆਵਜ਼ਾ ਦੇਣ ਦੀ ਮੰਗ ਕੀਤੀ ਹੈ। ਗਈ ਅਤੇ ਕਣਕ ਦੀ ਫ਼ਸਲ ਨੂੰ ਭਾਰੀ ਨੁਕਸਾਨ ਹੋਇਆ। ਕਿਸਾਨਾਂ ਨੇ ਸਰਕਾਰ ਤੋਂ ਗਿਰਦਾਵਰੀ ਕਰਵਾ ਕੇ ਮੁਆਵਜ਼ਾ ਦੇਣ ਦੀ ਮੰਗ ਕੀਤੀ ਹੈ। ਗਈ ਅਤੇ ਕਣਕ ਦੀ ਫ਼ਸਲ ਨੂੰ ਭਾਰੀ ਨੁਕਸਾਨ ਹੋਇਆ। ਕਿਸਾਨਾਂ ਨੇ ਸਰਕਾਰ ਤੋਂ ਗਿਰਦਾਵਰੀ ਕਰਵਾ ਕੇ ਮੁਆਵਜ਼ਾ ਦੇਣ ਦੀ ਮੰਗ ਕੀਤੀ ਹੈ। ਗਈ ਅਤੇ ਕਣਕ ਦੀ ਫ਼ਸਲ ਨੂੰ ਭਾਰੀ ਨੁਕਸਾਨ ਹੋਇਆ। ਕਿਸਾਨਾਂ ਨੇ ਸਰਕਾਰ ਤੋਂ ਗਿਰਦਾਵਰੀ ਕਰਵਾ ਕੇ ਮੁਆਵਜ਼ਾ ਦੇਣ ਦੀ ਮੰਗ ਕੀਤੀ ਹੈ। ਗਈ ਅਤੇ ਕਣਕ ਦੀ ਫ਼ਸਲ ਨੂੰ ਭਾਰੀ ਨੁਕਸਾਨ ਹੋਇਆ। ਕਿਸਾਨਾਂ ਨੇ ਸਰਕਾਰ ਤੋਂ ਗਿਰਦਾਵਰੀ ਕਰਵਾ ਕੇ ਮੁਆਵਜ਼ਾ ਦੇਣ ਦੀ ਮੰਗ ਕੀਤੀ ਹੈ। ਗਈ ਅਤੇ ਕਣਕ ਦੀ ਫ਼ਸਲ ਨੂੰ ਭਾਰੀ ਨੁਕਸਾਨ ਹੋਇਆ। ਕਿਸਾਨਾਂ ਨੇ ਸਰਕਾਰ ਤੋਂ ਗਿਰਦਾਵਰੀ ਕਰਵਾ ਕੇ ਮੁਆਵਜ਼ਾ ਦੇਣ ਦੀ ਮੰਗ ਕੀਤੀ ਹੈ। ਗਈ ਅਤੇ ਕਣਕ ਦੀ ਫ਼ਸਲ ਨੂੰ ਭਾਰੀ ਨੁਕਸਾਨ ਹੋਇਆ। ਕਿਸਾਨਾਂ ਨੇ ਸਰਕਾਰ ਤੋਂ ਗਿਰਦਾਵਰੀ ਕਰਵਾ ਕੇ ਮੁਆਵਜ਼ਾ ਦੇਣ ਦੀ ਮੰਗ ਕੀਤੀ ਹੈ। ਗਈ ਅਤੇ ਕਣਕ ਦੀ ਫ਼ਸਲ ਨੂੰ ਭਾਰੀ ਨੁਕਸਾਨ ਹੋਇਆ। ਕਿਸਾਨਾਂ ਨੇ ਸਰਕਾਰ ਤੋਂ ਗਿਰਦਾਵਰੀ ਕਰਵਾ ਕੇ ਮੁਆਵਜ਼ਾ ਦੇਣ ਦੀ ਮੰਗ ਕੀਤੀ ਹੈ। ਗਈ ਅਤੇ ਕਣਕ ਦੀ ਫ਼ਸਲ ਨੂੰ ਭਾਰੀ ਨੁਕਸਾਨ ਹੋਇਆ। ਕਿਸਾਨਾਂ ਨੇ ਸਰਕਾਰ ਤੋਂ ਗਿਰਦਾਵਰੀ ਕਰਵਾ ਕੇ ਮੁਆਵਜ਼ਾ ਦੇਣ ਦੀ ਮੰਗ ਕੀਤੀ ਹੈ। ਗਈ ਅਤੇ ਕਣਕ ਦੀ ਫ਼ਸਲ ਨੂੰ ਭਾਰੀ ਨੁਕਸਾਨ ਹੋਇਆ। ਕਿਸਾਨਾਂ ਨੇ ਸਰਕਾਰ ਤੋਂ ਗਿਰਦਾਵਰੀ ਕਰਵਾ ਕੇ ਮੁਆਵਜ਼ਾ ਦੇਣ ਦੀ ਮੰਗ ਕੀਤੀ ਹੈ। ਗਈ ਅਤੇ ਕਣਕ ਦੀ ਫ਼ਸਲ ਨੂੰ ਭਾਰੀ ਨੁਕਸਾਨ ਹੋਇਆ। ਕਿਸਾਨਾਂ ਨੇ ਸਰਕਾਰ ਤੋਂ ਗਿਰਦਾਵਰੀ ਕਰਵਾ ਕੇ ਮੁਆਵਜ਼ਾ ਦੇਣ ਦੀ ਮੰਗ ਕੀਤੀ ਹੈ। ਗਈ ਅਤੇ ਕਣਕ ਦੀ ਫ਼ਸਲ ਨੂੰ ਭਾਰੀ ਨੁਕਸਾਨ ਹੋਇਆ। ਕਿਸਾਨਾਂ ਨੇ ਸਰਕਾਰ ਤੋਂ ਗਿਰਦਾਵਰੀ ਕਰਵਾ ਕੇ ਮੁਆਵਜ਼ਾ ਦੇਣ ਦੀ ਮੰਗ ਕੀਤੀ ਹੈ। ਗਈ ਅਤੇ ਕਣਕ ਦੀ ਫ਼ਸਲ ਨੂੰ ਭਾਰੀ ਨੁਕਸਾਨ ਹੋਇਆ। ਕਿਸਾਨਾਂ ਨੇ ਸਰਕਾਰ ਤੋਂ ਗਿਰਦਾਵਰੀ ਕਰਵਾ ਕੇ ਮੁਆਵਜ਼ਾ ਦੇਣ ਦੀ ਮੰਗ ਕੀਤੀ ਹੈ। ਗਈ ਅਤੇ ਕਣਕ ਦੀ ਫ਼ਸਲ ਨੂੰ ਭਾਰੀ ਨੁਕਸਾਨ ਹੋਇਆ। ਕਿਸਾਨਾਂ ਨੇ ਸਰਕਾਰ ਤੋਂ ਗਿਰਦਾਵਰੀ ਕਰਵਾ ਕੇ ਮੁਆਵਜ਼ਾ ਦੇਣ ਦੀ ਮੰਗ ਕੀਤੀ ਹੈ। ਗਈ ਅਤੇ ਕਣਕ ਦੀ ਫ਼ਸਲ ਨੂੰ ਭਾਰੀ ਨੁਕਸਾਨ ਹੋਇਆ। ਕਿਸਾਨਾਂ ਨੇ ਸਰਕਾਰ ਤੋਂ ਗਿਰਦਾਵਰੀ ਕਰਵਾ ਕੇ ਮੁਆਵਜ਼ਾ ਦੇਣ ਦੀ ਮੰਗ ਕੀਤੀ ਹੈ। ਗਈ ਅਤੇ ਕਣਕ ਦੀ ਫ਼ਸਲ ਨੂੰ ਭਾਰੀ ਨੁਕਸਾਨ ਹੋਇਆ। ਕਿਸਾਨਾਂ ਨੇ ਸਰਕਾਰ ਤੋਂ ਗਿਰਦਾਵਰੀ ਕਰਵਾ ਕੇ ਮੁਆਵਜ਼ਾ ਦੇਣ ਦੀ ਮੰਗ ਕੀਤੀ ਹੈ। ਗਈ ਅਤੇ ਕਣਕ ਦੀ ਫ਼ਸਲ ਨੂੰ ਭਾਰੀ ਨੁਕਸਾਨ ਹੋਇਆ। ਕਿਸਾਨਾਂ ਨੇ ਸਰਕਾਰ ਤੋਂ ਗਿਰਦਾਵਰੀ ਕਰਵਾ ਕੇ ਮੁਆਵਜ਼ਾ ਦੇਣ ਦੀ ਮੰਗ ਕੀਤੀ ਹੈ। ਗਈ ਅਤੇ ਕਣਕ ਦੀ ਫ਼ਸਲ ਨੂੰ ਭਾਰੀ ਨੁਕਸਾਨ ਹੋਇਆ। ਕਿਸਾਨਾਂ ਨੇ ਸਰਕਾਰ ਤੋਂ ਗਿਰਦਾਵਰੀ ਕਰਵਾ ਕੇ ਮੁਆਵਜ਼ਾ ਦੇਣ ਦੀ ਮੰਗ ਕੀਤੀ ਹੈ। ਗਈ ਅਤੇ ਕਣਕ ਦੀ ਫ਼ਸਲ ਨੂੰ ਭਾਰੀ ਨੁਕਸਾਨ ਹੋਇਆ। ਕਿਸਾਨਾਂ ਨੇ ਸਰਕਾਰ ਤੋਂ ਗਿਰਦਾਵਰੀ ਕਰਵਾ ਕੇ ਮੁਆਵਜ਼ਾ ਦੇਣ ਦੀ ਮੰਗ ਕੀਤੀ ਹੈ।: [723, 380, 942, 629]
- column-divider: [478, 44, 479, 1482]
- article-rbi-repo: [723, 166, 942, 362]
- article-headline: ਈਰਾਨ ਨੂੰ ਹਥਿਆਰ ਸਪਲਾਈ ...: [282, 876, 435, 891]
- imprint-footer: Editor, Printer and Publisher Rishabdeep Singh, Printed at: Impression Printing & Packaging (Ltd.) Plot No. 22 Phase-2 industrial Area Panchkula (Haryana) 134109 & Published From 3223, First Floor, Sector-35D, Chandigarh: [0, 1486, 945, 1507]
- article-iran-us: [242, 86, 475, 776]
- footer-rule: [0, 1484, 945, 1485]
- article-iran-arms: [242, 876, 475, 1218]
